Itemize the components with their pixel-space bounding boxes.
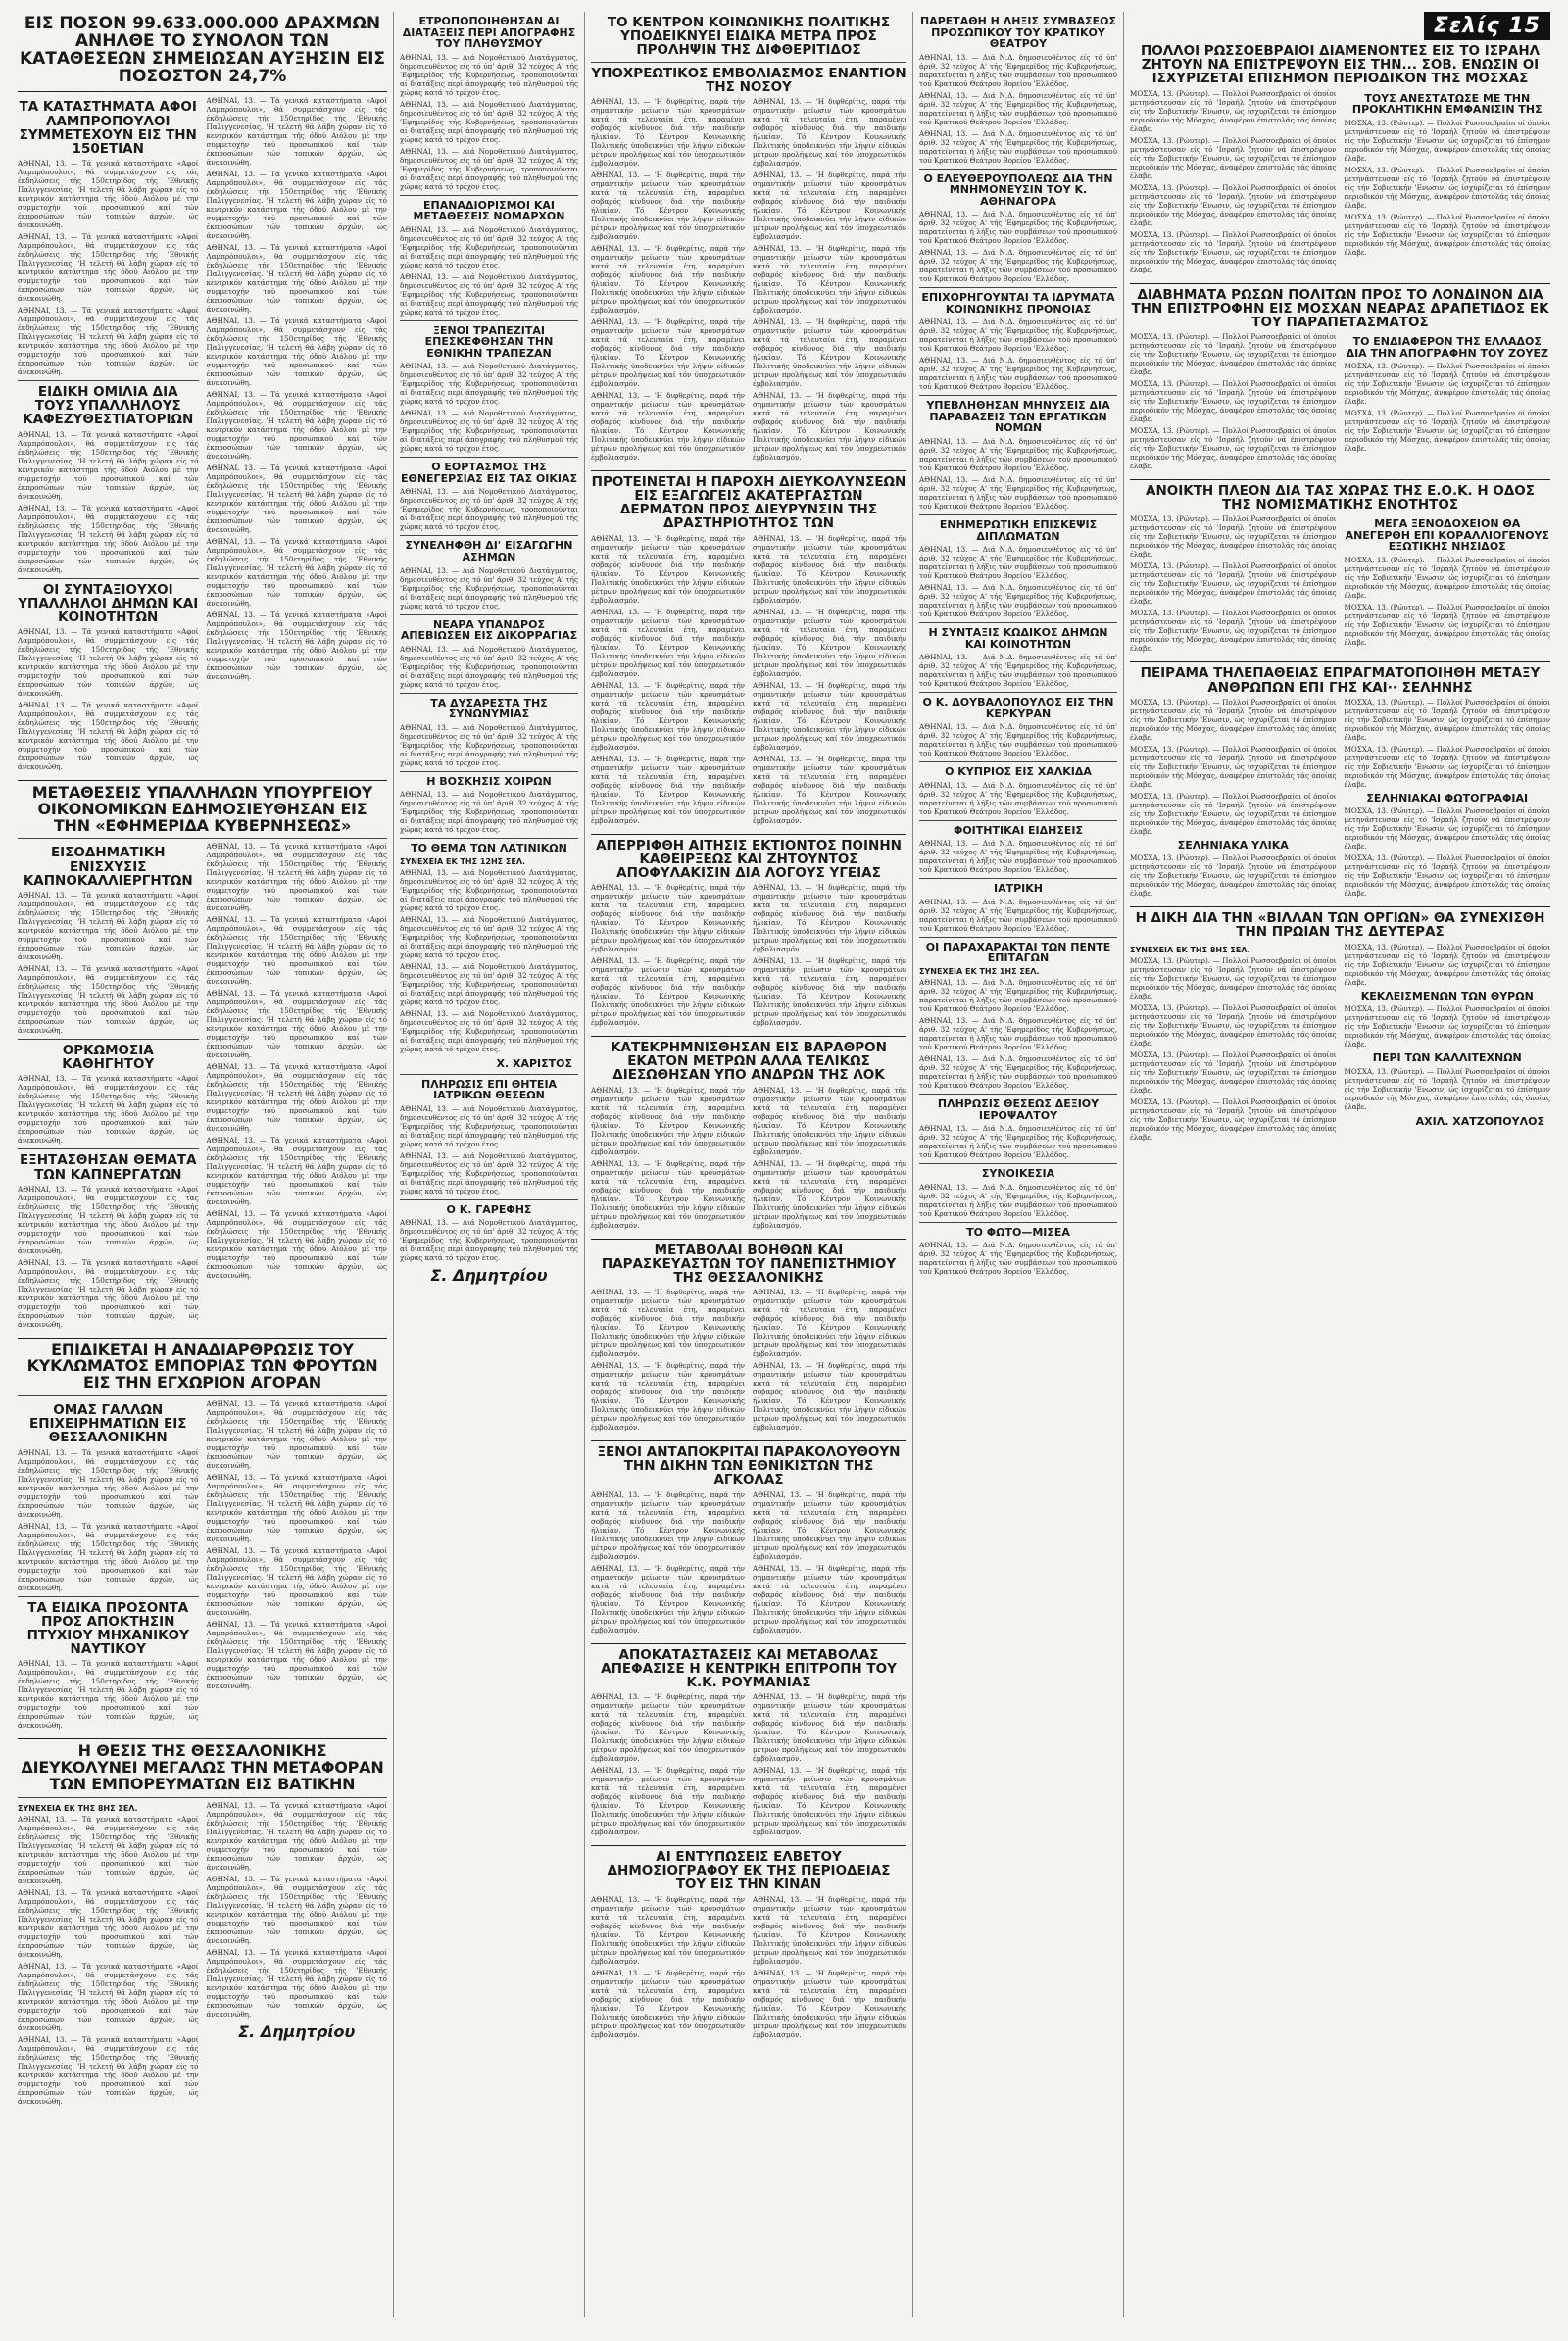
article-body: ΑΘΗΝΑΙ, 13. — 'Η διφθερίτις, παρά τήν σημαντικήν μείωσιν τών κρουσμάτων κατά τά τελευταία έτη, παραμένει σοβαρός κίνδυνος διά τήν παιδικήν ήλικίαν. Τό Κέντρον Κοινωνικής Πολιτικής ύποδεικνύει τήν λήψιν είδικών μέτρων προλήψεως καί τόν ύποχρεωτικόν έμβολιασμόν.: [591, 883, 745, 954]
headline-eec-monetary: ΑΝΟΙΚΤΗ ΠΛΕΟΝ ΔΙΑ ΤΑΣ ΧΩΡΑΣ ΤΗΣ Ε.Ο.Κ. Η ΟΔΟΣ ΤΗΣ ΝΟΜΙΣΜΑΤΙΚΗΣ ΕΝΟΤΗΤΟΣ: [1146, 483, 1535, 513]
article-body: ΑΘΗΝΑΙ, 13. — Διά Ν.Δ. δημοσιευθέντος είς τό ύπ' άριθ. 32 τεύχος Α' τής 'Εφημερίδος τής Κυβερνήσεως, παρατείνεται ή λήξις τών συμβάσεων τού προσωπικού τού Κρατικού Θεάτρου Βορείου 'Ελλάδος.: [919, 978, 1117, 1014]
article-body: ΑΘΗΝΑΙ, 13. — Τά γενικά καταστήματα «Αφοί Λαμπρόπουλοι», θά συμμετάσχουν είς τάς έκδηλώσεις τής 150ετηρίδος τής 'Εθνικής Παλιγγενεσίας. 'Η τελετή θά λάβη χώραν είς τό κεντρικόν κατάστημα τής όδού Αιόλου μέ την συμμετοχήν τού προσωπικού καί τών έκπροσώπων τών τοπικών άρχών, ώς άνεκοινώθη.: [18, 1814, 199, 1885]
headline-garefis: Ο Κ. ΓΑΡΕΦΗΣ: [446, 1202, 532, 1216]
headline-deposits: ΕΙΣ ΠΟΣΟΝ 99.633.000.000 ΔΡΑΧΜΩΝ ΑΝΗΛΘΕ ΤΟ ΣΥΝΟΛΟΝ ΤΩΝ ΚΑΤΑΘΕΣΕΩΝ ΣΗΜΕΙΩΣΑΝ ΑΥΞΗΣΙΝ ΕΙΣ ΠΟΣΟΣΤΟΝ 24,7%: [19, 14, 386, 86]
article-body: ΑΘΗΝΑΙ, 13. — Τά γενικά καταστήματα «Αφοί Λαμπρόπουλοι», θά συμμετάσχουν είς τάς έκδηλώσεις τής 150ετηρίδος τής 'Εθνικής Παλιγγενεσίας. 'Η τελετή θά λάβη χώραν είς τό κεντρικόν κατάστημα τής όδού Αιόλου μέ την συμμετοχήν τού προσωπικού καί τών έκπροσώπων τών τοπικών άρχών, ώς άνεκοινώθη.: [206, 390, 387, 462]
article-body: ΑΘΗΝΑΙ, 13. — 'Η διφθερίτις, παρά τήν σημαντικήν μείωσιν τών κρουσμάτων κατά τά τελευταία έτη, παραμένει σοβαρός κίνδυνος διά τήν παιδικήν ήλικίαν. Τό Κέντρον Κοινωνικής Πολιτικής ύποδεικνύει τήν λήψιν είδικών μέτρων προλήψεως καί τόν ύποχρεωτικόν έμβολιασμόν.: [591, 1085, 745, 1156]
article-body: ΑΘΗΝΑΙ, 13. — Διά Νομοθετικού Διατάγματος, δημοσιευθέντος είς τό ύπ' άριθ. 32 τεύχος Α' τής 'Εφημερίδος τής Κυβερνήσεως, τροποποιούνται αί διατάξεις περί άπογραφής τού πληθυσμού τής χώρας κατά τό τρέχον έτος.: [400, 271, 578, 317]
article-body: ΑΘΗΝΑΙ, 13. — 'Η διφθερίτις, παρά τήν σημαντικήν μείωσιν τών κρουσμάτων κατά τά τελευταία έτη, παραμένει σοβαρός κίνδυνος διά τήν παιδικήν ήλικίαν. Τό Κέντρον Κοινωνικής Πολιτικής ύποδεικνύει τήν λήψιν είδικών μέτρων προλήψεως καί τόν ύποχρεωτικόν έμβολιασμόν.: [753, 1085, 906, 1156]
headline-closed-doors: ΚΕΚΛΕΙΣΜΕΝΩΝ ΤΩΝ ΘΥΡΩΝ: [1360, 989, 1534, 1002]
article-body: ΑΘΗΝΑΙ, 13. — Τά γενικά καταστήματα «Αφοί Λαμπρόπουλοι», θά συμμετάσχουν είς τάς έκδηλώσεις τής 150ετηρίδος τής 'Εθνικής Παλιγγενεσίας. 'Η τελετή θά λάβη χώραν είς τό κεντρικόν κατάστημα τής όδού Αιόλου μέ την συμμετοχήν τού προσωπικού καί τών έκπροσώπων τών τοπικών άρχών, ώς άνεκοινώθη.: [18, 701, 199, 772]
article-body: ΑΘΗΝΑΙ, 13. — Τά γενικά καταστήματα «Αφοί Λαμπρόπουλοι», θά συμμετάσχουν είς τάς έκδηλώσεις τής 150ετηρίδος τής 'Εθνικής Παλιγγενεσίας. 'Η τελετή θά λάβη χώραν είς τό κεντρικόν κατάστημα τής όδού Αιόλου μέ την συμμετοχήν τού προσωπικού καί τών έκπροσώπων τών τοπικών άρχών, ώς άνεκοινώθη.: [206, 1136, 387, 1207]
article-body: ΜΟΣΧΑ, 13. (Ρώυτερ). — Πολλοί Ρωσσοεβραίοι οί όποίοι μετηνάστευσαν είς τό 'Ισραήλ ζητούν νά έπιστρέψουν είς τήν Σοβιετικήν 'Ενωσιν, ώς ίσχυρίζεται τό έπίσημον περιοδικόν τής Μόσχας, άναφέρον έπιστολάς τάς όποίας έλαβε.: [1130, 853, 1337, 899]
article-body: ΜΟΣΧΑ, 13. (Ρώυτερ). — Πολλοί Ρωσσοεβραίοι οί όποίοι μετηνάστευσαν είς τό 'Ισραήλ ζητούν νά έπιστρέψουν είς τήν Σοβιετικήν 'Ενωσιν, ώς ίσχυρίζεται τό έπίσημον περιοδικόν τής Μόσχας, άναφέρον έπιστολάς τάς όποίας έλαβε.: [1130, 426, 1337, 471]
article-body: ΑΘΗΝΑΙ, 13. — Διά Νομοθετικού Διατάγματος, δημοσιευθέντος είς τό ύπ' άριθ. 32 τεύχος Α' τής 'Εφημερίδος τής Κυβερνήσεως, τροποποιούνται αί διατάξεις περί άπογραφής τού πληθυσμού τής χώρας κατά τό τρέχον έτος.: [400, 722, 578, 767]
article-body: ΑΘΗΝΑΙ, 13. — Διά Νομοθετικού Διατάγματος, δημοσιευθέντος είς τό ύπ' άριθ. 32 τεύχος Α' τής 'Εφημερίδος τής Κυβερνήσεως, τροποποιούνται αί διατάξεις περί άπογραφής τού πληθυσμού τής χώρας κατά τό τρέχον έτος.: [400, 146, 578, 191]
article-body: ΑΘΗΝΑΙ, 13. — Διά Ν.Δ. δημοσιευθέντος είς τό ύπ' άριθ. 32 τεύχος Α' τής 'Εφημερίδος τής Κυβερνήσεως, παρατείνεται ή λήξις τών συμβάσεων τού προσωπικού τού Κρατικού Θεάτρου Βορείου 'Ελλάδος.: [919, 1016, 1117, 1052]
article-body: ΑΘΗΝΑΙ, 13. — Τά γενικά καταστήματα «Αφοί Λαμπρόπουλοι», θά συμμετάσχουν είς τάς έκδηλώσεις τής 150ετηρίδος τής 'Εθνικής Παλιγγενεσίας. 'Η τελετή θά λάβη χώραν είς τό κεντρικόν κατάστημα τής όδού Αιόλου μέ την συμμετοχήν τού προσωπικού καί τών έκπροσώπων τών τοπικών άρχών, ώς άνεκοινώθη.: [206, 317, 387, 388]
headline-tobacco-workers: ΕΞΗΤΑΣΘΗΣΑΝ ΘΕΜΑΤΑ ΤΩΝ ΚΑΠΝΕΡΓΑΤΩΝ: [19, 1152, 197, 1183]
column-2: [394, 12, 585, 2317]
headline-lunar-photos: ΣΕΛΗΝΙΑΚΑΙ ΦΩΤΟΓΡΑΦΙΑΙ: [1366, 791, 1529, 805]
article-body: ΑΘΗΝΑΙ, 13. — Διά Ν.Δ. δημοσιευθέντος είς τό ύπ' άριθ. 32 τεύχος Α' τής 'Εφημερίδος τής Κυβερνήσεως, παρατείνεται ή λήξις τών συμβάσεων τού προσωπικού τού Κρατικού Θεάτρου Βορείου 'Ελλάδος.: [919, 248, 1117, 284]
article-body: ΑΘΗΝΑΙ, 13. — 'Η διφθερίτις, παρά τήν σημαντικήν μείωσιν τών κρουσμάτων κατά τά τελευταία έτη, παραμένει σοβαρός κίνδυνος διά τήν παιδικήν ήλικίαν. Τό Κέντρον Κοινωνικής Πολιτικής ύποδεικνύει τήν λήψιν είδικών μέτρων προλήψεως καί τόν ύποχρεωτικόν έμβολιασμόν.: [591, 1158, 745, 1230]
headline-medical-posts: ΠΛΗΡΩΣΙΣ ΕΠΙ ΘΗΤΕΙΑ ΙΑΤΡΙΚΩΝ ΘΕΣΕΩΝ: [420, 1077, 558, 1102]
headline-student-news: ΦΟΙΤΗΤΙΚΑΙ ΕΙΔΗΣΕΙΣ: [953, 823, 1084, 837]
article-body: ΑΘΗΝΑΙ, 13. — Διά Ν.Δ. δημοσιευθέντος είς τό ύπ' άριθ. 32 τεύχος Α' τής 'Εφημερίδος τής Κυβερνήσεως, παρατείνεται ή λήξις τών συμβάσεων τού προσωπικού τού Κρατικού Θεάτρου Βορείου 'Ελλάδος.: [919, 545, 1117, 581]
article-body: ΑΘΗΝΑΙ, 13. — Τά γενικά καταστήματα «Αφοί Λαμπρόπουλοι», θά συμμετάσχουν είς τάς έκδηλώσεις τής 150ετηρίδος τής 'Εθνικής Παλιγγενεσίας. 'Η τελετή θά λάβη χώραν είς τό κεντρικόν κατάστημα τής όδού Αιόλου μέ την συμμετοχήν τού προσωπικού καί τών έκπροσώπων τών τοπικών άρχών, ώς άνεκοινώθη.: [206, 1874, 387, 1945]
article-body: ΑΘΗΝΑΙ, 13. — Διά Ν.Δ. δημοσιευθέντος είς τό ύπ' άριθ. 32 τεύχος Α' τής 'Εφημερίδος τής Κυβερνήσεως, παρατείνεται ή λήξις τών συμβάσεων τού προσωπικού τού Κρατικού Θεάτρου Βορείου 'Ελλάδος.: [919, 1124, 1117, 1160]
headline-medical: ΙΑΤΡΙΚΗ: [994, 882, 1043, 896]
continuation-label: ΣΥΝΕΧΕΙΑ ΕΚ ΤΗΣ 8ΗΣ ΣΕΛ.: [18, 1803, 138, 1813]
headline-telepathy: ΠΕΙΡΑΜΑ ΤΗΛΕΠΑΘΕΙΑΣ ΕΠΡΑΓΜΑΤΟΠΟΙΗΘΗ ΜΕΤΑΞΥ ΑΝΘΡΩΠΩΝ ΕΠΙ ΓΗΣ ΚΑΙ·· ΣΕΛΗΝΗΣ: [1140, 665, 1541, 696]
article-body: ΑΘΗΝΑΙ, 13. — Τά γενικά καταστήματα «Αφοί Λαμπρόπουλοι», θά συμμετάσχουν είς τάς έκδηλώσεις τής 150ετηρίδος τής 'Εθνικής Παλιγγενεσίας. 'Η τελετή θά λάβη χώραν είς τό κεντρικόν κατάστημα τής όδού Αιόλου μέ την συμμετοχήν τού προσωπικού καί τών έκπροσώπων τών τοπικών άρχών, ώς άνεκοινώθη.: [18, 1659, 199, 1731]
article-body: ΑΘΗΝΑΙ, 13. — 'Η διφθερίτις, παρά τήν σημαντικήν μείωσιν τών κρουσμάτων κατά τά τελευταία έτη, παραμένει σοβαρός κίνδυνος διά τήν παιδικήν ήλικίαν. Τό Κέντρον Κοινωνικής Πολιτικής ύποδεικνύει τήν λήψιν είδικών μέτρων προλήψεως καί τόν ύποχρεωτικόν έμβολιασμόν.: [591, 1563, 745, 1634]
article-body: ΑΘΗΝΑΙ, 13. — 'Η διφθερίτις, παρά τήν σημαντικήν μείωσιν τών κρουσμάτων κατά τά τελευταία έτη, παραμένει σοβαρός κίνδυνος διά τήν παιδικήν ήλικίαν. Τό Κέντρον Κοινωνικής Πολιτικής ύποδεικνύει τήν λήψιν είδικών μέτρων προλήψεως καί τόν ύποχρεωτικόν έμβολιασμόν.: [591, 390, 745, 462]
article-body: ΑΘΗΝΑΙ, 13. — Τά γενικά καταστήματα «Αφοί Λαμπρόπουλοι», θά συμμετάσχουν είς τάς έκδηλώσεις τής 150ετηρίδος τής 'Εθνικής Παλιγγενεσίας. 'Η τελετή θά λάβη χώραν είς τό κεντρικόν κατάστημα τής όδού Αιόλου μέ την συμμετοχήν τού προσωπικού καί τών έκπροσώπων τών τοπικών άρχών, ώς άνεκοινώθη.: [18, 503, 199, 574]
article-body: ΑΘΗΝΑΙ, 13. — Τά γενικά καταστήματα «Αφοί Λαμπρόπουλοι», θά συμμετάσχουν είς τάς έκδηλώσεις τής 150ετηρίδος τής 'Εθνικής Παλιγγενεσίας. 'Η τελετή θά λάβη χώραν είς τό κεντρικόν κατάστημα τής όδού Αιόλου μέ την συμμετοχήν τού προσωπικού καί τών έκπροσώπων τών τοπικών άρχών, ώς άνεκοινώθη.: [18, 232, 199, 304]
headline-celebration: Ο ΕΟΡΤΑΣΜΟΣ ΤΗΣ ΕΘΝΕΓΕΡΣΙΑΣ ΕΙΣ ΤΑΣ ΟΙΚΙΑΣ: [400, 461, 578, 485]
article-body: ΑΘΗΝΑΙ, 13. — 'Η διφθερίτις, παρά τήν σημαντικήν μείωσιν τών κρουσμάτων κατά τά τελευταία έτη, παραμένει σοβαρός κίνδυνος διά τήν παιδικήν ήλικίαν. Τό Κέντρον Κοινωνικής Πολιτικής ύποδεικνύει τήν λήψιν είδικών μέτρων προλήψεως καί τόν ύποχρεωτικόν έμβολιασμόν.: [753, 607, 906, 678]
article-body: ΑΘΗΝΑΙ, 13. — 'Η διφθερίτις, παρά τήν σημαντικήν μείωσιν τών κρουσμάτων κατά τά τελευταία έτη, παραμένει σοβαρός κίνδυνος διά τήν παιδικήν ήλικίαν. Τό Κέντρον Κοινωνικής Πολιτικής ύποδεικνύει τήν λήψιν είδικών μέτρων προλήψεως καί τόν ύποχρεωτικόν έμβολιασμόν.: [753, 956, 906, 1028]
article-body: ΑΘΗΝΑΙ, 13. — 'Η διφθερίτις, παρά τήν σημαντικήν μείωσιν τών κρουσμάτων κατά τά τελευταία έτη, παραμένει σοβαρός κίνδυνος διά τήν παιδικήν ήλικίαν. Τό Κέντρον Κοινωνικής Πολιτικής ύποδεικνύει τήν λήψιν είδικών μέτρων προλήψεως καί τόν ύποχρεωτικόν έμβολιασμόν.: [591, 533, 745, 605]
headline-pensioners: ΟΙ ΣΥΝΤΑΞΙΟΥΧΟΙ ΥΠΑΛΛΗΛΟΙ ΔΗΜΩΝ ΚΑΙ ΚΟΙΝΟΤΗΤΩΝ: [18, 581, 199, 625]
article-body: ΑΘΗΝΑΙ, 13. — Τά γενικά καταστήματα «Αφοί Λαμπρόπουλοι», θά συμμετάσχουν είς τάς έκδηλώσεις τής 150ετηρίδος τής 'Εθνικής Παλιγγενεσίας. 'Η τελετή θά λάβη χώραν είς τό κεντρικόν κατάστημα τής όδού Αιόλου μέ την συμμετοχήν τού προσωπικού καί τών έκπροσώπων τών τοπικών άρχών, ώς άνεκοινώθη.: [18, 891, 199, 961]
article-body: ΑΘΗΝΑΙ, 13. — 'Η διφθερίτις, παρά τήν σημαντικήν μείωσιν τών κρουσμάτων κατά τά τελευταία έτη, παραμένει σοβαρός κίνδυνος διά τήν παιδικήν ήλικίαν. Τό Κέντρον Κοινωνικής Πολιτικής ύποδεικνύει τήν λήψιν είδικών μέτρων προλήψεως καί τόν ύποχρεωτικόν έμβολιασμόν.: [753, 390, 906, 462]
article-body: ΑΘΗΝΑΙ, 13. — 'Η διφθερίτις, παρά τήν σημαντικήν μείωσιν τών κρουσμάτων κατά τά τελευταία έτη, παραμένει σοβαρός κίνδυνος διά τήν παιδικήν ήλικίαν. Τό Κέντρον Κοινωνικής Πολιτικής ύποδεικνύει τήν λήψιν είδικών μέτρων προλήψεως καί τόν ύποχρεωτικόν έμβολιασμόν.: [753, 1692, 906, 1764]
headline-cypriot: Ο ΚΥΠΡΙΟΣ ΕΙΣ ΧΑΛΚΙΔΑ: [945, 765, 1092, 779]
author-signature: Χ. ΧΑΡΙΣΤΟΣ: [496, 1056, 572, 1070]
article-body: ΑΘΗΝΑΙ, 13. — 'Η διφθερίτις, παρά τήν σημαντικήν μείωσιν τών κρουσμάτων κατά τά τελευταία έτη, παραμένει σοβαρός κίνδυνος διά τήν παιδικήν ήλικίαν. Τό Κέντρον Κοινωνικής Πολιτικής ύποδεικνύει τήν λήψιν είδικών μέτρων προλήψεως καί τόν ύποχρεωτικόν έμβολιασμόν.: [753, 1563, 906, 1634]
article-body: ΑΘΗΝΑΙ, 13. — Τά γενικά καταστήματα «Αφοί Λαμπρόπουλοι», θά συμμετάσχουν είς τάς έκδηλώσεις τής 150ετηρίδος τής 'Εθνικής Παλιγγενεσίας. 'Η τελετή θά λάβη χώραν είς τό κεντρικόν κατάστημα τής όδού Αιόλου μέ την συμμετοχήν τού προσωπικού καί τών έκπροσώπων τών τοπικών άρχών, ώς άνεκοινώθη.: [206, 1620, 387, 1691]
article-body: ΑΘΗΝΑΙ, 13. — Διά Ν.Δ. δημοσιευθέντος είς τό ύπ' άριθ. 32 τεύχος Α' τής 'Εφημερίδος τής Κυβερνήσεως, παρατείνεται ή λήξις τών συμβάσεων τού προσωπικού τού Κρατικού Θεάτρου Βορείου 'Ελλάδος.: [919, 210, 1117, 246]
article-body: ΑΘΗΝΑΙ, 13. — Διά Ν.Δ. δημοσιευθέντος είς τό ύπ' άριθ. 32 τεύχος Α' τής 'Εφημερίδος τής Κυβερνήσεως, παρατείνεται ή λήξις τών συμβάσεων τού προσωπικού τού Κρατικού Θεάτρου Βορείου 'Ελλάδος.: [919, 52, 1117, 88]
article-body: ΑΘΗΝΑΙ, 13. — Τά γενικά καταστήματα «Αφοί Λαμπρόπουλοι», θά συμμετάσχουν είς τάς έκδηλώσεις τής 150ετηρίδος τής 'Εθνικής Παλιγγενεσίας. 'Η τελετή θά λάβη χώραν είς τό κεντρικόν κατάστημα τής όδού Αιόλου μέ την συμμετοχήν τού προσωπικού καί τών έκπροσώπων τών τοπικών άρχών, ώς άνεκοινώθη.: [206, 96, 387, 168]
article-body: ΑΘΗΝΑΙ, 13. — Τά γενικά καταστήματα «Αφοί Λαμπρόπουλοι», θά συμμετάσχουν είς τάς έκδηλώσεις τής 150ετηρίδος τής 'Εθνικής Παλιγγενεσίας. 'Η τελετή θά λάβη χώραν είς τό κεντρικόν κατάστημα τής όδού Αιόλου μέ την συμμετοχήν τού προσωπικού καί τών έκπροσώπων τών τοπικών άρχών, ώς άνεκοινώθη.: [18, 159, 199, 230]
article-body: ΑΘΗΝΑΙ, 13. — 'Η διφθερίτις, παρά τήν σημαντικήν μείωσιν τών κρουσμάτων κατά τά τελευταία έτη, παραμένει σοβαρός κίνδυνος διά τήν παιδικήν ήλικίαν. Τό Κέντρον Κοινωνικής Πολιτικής ύποδεικνύει τήν λήψιν είδικών μέτρων προλήψεως καί τόν ύποχρεωτικόν έμβολιασμόν.: [591, 317, 745, 388]
article-body: ΑΘΗΝΑΙ, 13. — Τά γενικά καταστήματα «Αφοί Λαμπρόπουλοι», θά συμμετάσχουν είς τάς έκδηλώσεις τής 150ετηρίδος τής 'Εθνικής Παλιγγενεσίας. 'Η τελετή θά λάβη χώραν είς τό κεντρικόν κατάστημα τής όδού Αιόλου μέ την συμμετοχήν τού προσωπικού καί τών έκπροσώπων τών τοπικών άρχών, ώς άνεκοινώθη.: [18, 429, 199, 501]
article-body: ΑΘΗΝΑΙ, 13. — Τά γενικά καταστήματα «Αφοί Λαμπρόπουλοι», θά συμμετάσχουν είς τάς έκδηλώσεις τής 150ετηρίδος τής 'Εθνικής Παλιγγενεσίας. 'Η τελετή θά λάβη χώραν είς τό κεντρικόν κατάστημα τής όδού Αιόλου μέ την συμμετοχήν τού προσωπικού καί τών έκπροσώπων τών τοπικών άρχών, ώς άνεκοινώθη.: [18, 1184, 199, 1255]
article-body: ΑΘΗΝΑΙ, 13. — Τά γενικά καταστήματα «Αφοί Λαμπρόπουλοι», θά συμμετάσχουν είς τάς έκδηλώσεις τής 150ετηρίδος τής 'Εθνικής Παλιγγενεσίας. 'Η τελετή θά λάβη χώραν είς τό κεντρικόν κατάστημα τής όδού Αιόλου μέ την συμμετοχήν τού προσωπικού καί τών έκπροσώπων τών τοπικών άρχών, ώς άνεκοινώθη.: [206, 1800, 387, 1872]
article-body: ΑΘΗΝΑΙ, 13. — Διά Ν.Δ. δημοσιευθέντος είς τό ύπ' άριθ. 32 τεύχος Α' τής 'Εφημερίδος τής Κυβερνήσεως, παρατείνεται ή λήξις τών συμβάσεων τού προσωπικού τού Κρατικού Θεάτρου Βορείου 'Ελλάδος.: [919, 722, 1117, 758]
article-body: ΑΘΗΝΑΙ, 13. — 'Η διφθερίτις, παρά τήν σημαντικήν μείωσιν τών κρουσμάτων κατά τά τελευταία έτη, παραμένει σοβαρός κίνδυνος διά τήν παιδικήν ήλικίαν. Τό Κέντρον Κοινωνικής Πολιτικής ύποδεικνύει τήν λήψιν είδικών μέτρων προλήψεως καί τόν ύποχρεωτικόν έμβολιασμόν.: [753, 533, 906, 605]
column-3: [585, 12, 913, 2317]
article-body: ΑΘΗΝΑΙ, 13. — 'Η διφθερίτις, παρά τήν σημαντικήν μείωσιν τών κρουσμάτων κατά τά τελευταία έτη, παραμένει σοβαρός κίνδυνος διά τήν παιδικήν ήλικίαν. Τό Κέντρον Κοινωνικής Πολιτικής ύποδεικνύει τήν λήψιν είδικών μέτρων προλήψεως καί τόν ύποχρεωτικόν έμβολιασμόν.: [753, 883, 906, 954]
article-body: ΑΘΗΝΑΙ, 13. — 'Η διφθερίτις, παρά τήν σημαντικήν μείωσιν τών κρουσμάτων κατά τά τελευταία έτη, παραμένει σοβαρός κίνδυνος διά τήν παιδικήν ήλικίαν. Τό Κέντρον Κοινωνικής Πολιτικής ύποδεικνύει τήν λήψιν είδικών μέτρων προλήψεως καί τόν ύποχρεωτικόν έμβολιασμόν.: [753, 754, 906, 825]
article-body: ΑΘΗΝΑΙ, 13. — Διά Νομοθετικού Διατάγματος, δημοσιευθέντος είς τό ύπ' άριθ. 32 τεύχος Α' τής 'Εφημερίδος τής Κυβερνήσεως, τροποποιούνται αί διατάξεις περί άπογραφής τού πληθυσμού τής χώρας κατά τό τρέχον έτος.: [400, 99, 578, 144]
article-body: ΑΘΗΝΑΙ, 13. — 'Η διφθερίτις, παρά τήν σημαντικήν μείωσιν τών κρουσμάτων κατά τά τελευταία έτη, παραμένει σοβαρός κίνδυνος διά τήν παιδικήν ήλικίαν. Τό Κέντρον Κοινωνικής Πολιτικής ύποδεικνύει τήν λήψιν είδικών μέτρων προλήψεως καί τόν ύποχρεωτικόν έμβολιασμόν.: [591, 1288, 745, 1359]
article-body: ΜΟΣΧΑ, 13. (Ρώυτερ). — Πολλοί Ρωσσοεβραίοι οί όποίοι μετηνάστευσαν είς τό 'Ισραήλ ζητούν νά έπιστρέψουν είς τήν Σοβιετικήν 'Ενωσιν, ώς ίσχυρίζεται τό έπίσημον περιοδικόν τής Μόσχας, άναφέρον έπιστολάς τάς όποίας έλαβε.: [1130, 332, 1337, 377]
article-body: ΜΟΣΧΑ, 13. (Ρώυτερ). — Πολλοί Ρωσσοεβραίοι οί όποίοι μετηνάστευσαν είς τό 'Ισραήλ ζητούν νά έπιστρέψουν είς τήν Σοβιετικήν 'Ενωσιν, ώς ίσχυρίζεται τό έπίσημον περιοδικόν τής Μόσχας, άναφέρον έπιστολάς τάς όποίας έλαβε.: [1130, 609, 1337, 654]
article-body: ΜΟΣΧΑ, 13. (Ρώυτερ). — Πολλοί Ρωσσοεβραίοι οί όποίοι μετηνάστευσαν είς τό 'Ισραήλ ζητούν νά έπιστρέψουν είς τήν Σοβιετικήν 'Ενωσιν, ώς ίσχυρίζεται τό έπίσημον περιοδικόν τής Μόσχας, άναφέρον έπιστολάς τάς όποίας έλαβε.: [1130, 955, 1337, 1000]
article-body: ΑΘΗΝΑΙ, 13. — Διά Νομοθετικού Διατάγματος, δημοσιευθέντος είς τό ύπ' άριθ. 32 τεύχος Α' τής 'Εφημερίδος τής Κυβερνήσεως, τροποποιούνται αί διατάξεις περί άπογραφής τού πληθυσμού τής χώρας κατά τό τρέχον έτος.: [400, 867, 578, 912]
article-body: ΑΘΗΝΑΙ, 13. — Τά γενικά καταστήματα «Αφοί Λαμπρόπουλοι», θά συμμετάσχουν είς τάς έκδηλώσεις τής 150ετηρίδος τής 'Εθνικής Παλιγγενεσίας. 'Η τελετή θά λάβη χώραν είς τό κεντρικόν κατάστημα τής όδού Αιόλου μέ την συμμετοχήν τού προσωπικού καί τών έκπροσώπων τών τοπικών άρχών, ώς άνεκοινώθη.: [206, 1062, 387, 1134]
article-body: ΜΟΣΧΑ, 13. (Ρώυτερ). — Πολλοί Ρωσσοεβραίοι οί όποίοι μετηνάστευσαν είς τό 'Ισραήλ ζητούν νά έπιστρέψουν είς τήν Σοβιετικήν 'Ενωσιν, ώς ίσχυρίζεται τό έπίσημον περιοδικόν τής Μόσχας, άναφέρον έπιστολάς τάς όποίας έλαβε.: [1344, 1066, 1550, 1111]
headline-census: ΕΤΡΟΠΟΠΟΙΗΘΗΣΑΝ ΑΙ ΔΙΑΤΑΞΕΙΣ ΠΕΡΙ ΑΠΟΓΡΑΦΗΣ ΤΟΥ ΠΛΗΘΥΣΜΟΥ: [402, 15, 576, 51]
article-body: ΑΘΗΝΑΙ, 13. — Τά γενικά καταστήματα «Αφοί Λαμπρόπουλοι», θά συμμετάσχουν είς τάς έκδηλώσεις τής 150ετηρίδος τής 'Εθνικής Παλιγγενεσίας. 'Η τελετή θά λάβη χώραν είς τό κεντρικόν κατάστημα τής όδού Αιόλου μέ την συμμετοχήν τού προσωπικού καί τών έκπροσώπων τών τοπικών άρχών, ώς άνεκοινώθη.: [206, 842, 387, 913]
article-body: ΑΘΗΝΑΙ, 13. — 'Η διφθερίτις, παρά τήν σημαντικήν μείωσιν τών κρουσμάτων κατά τά τελευταία έτη, παραμένει σοβαρός κίνδυνος διά τήν παιδικήν ήλικίαν. Τό Κέντρον Κοινωνικής Πολιτικής ύποδεικνύει τήν λήψιν είδικών μέτρων προλήψεως καί τόν ύποχρεωτικόν έμβολιασμόν.: [753, 1288, 906, 1359]
headline-transfers: ΜΕΤΑΘΕΣΕΙΣ ΥΠΑΛΛΗΛΩΝ ΥΠΟΥΡΓΕΙΟΥ ΟΙΚΟΝΟΜΙΚΩΝ ΕΔΗΜΟΣΙΕΥΘΗΣΑΝ ΕΙΣ ΤΗΝ «ΕΦΗΜΕΡΙΔΑ ΚΥΒΕΡΝΗΣΕΩΣ»: [31, 783, 373, 835]
newspaper-page: [12, 12, 1556, 2317]
article-body: ΑΘΗΝΑΙ, 13. — 'Η διφθερίτις, παρά τήν σημαντικήν μείωσιν τών κρουσμάτων κατά τά τελευταία έτη, παραμένει σοβαρός κίνδυνος διά τήν παιδικήν ήλικίαν. Τό Κέντρον Κοινωνικής Πολιτικής ύποδεικνύει τήν λήψιν είδικών μέτρων προλήψεως καί τόν ύποχρεωτικόν έμβολιασμόν.: [591, 243, 745, 315]
headline-bankers: ΞΕΝΟΙ ΤΡΑΠΕΖΙΤΑΙ ΕΠΕΣΚΕΦΘΗΣΑΝ ΤΗΝ ΕΘΝΙΚΗΝ ΤΡΑΠΕΖΑΝ: [424, 323, 554, 360]
article-body: ΑΘΗΝΑΙ, 13. — 'Η διφθερίτις, παρά τήν σημαντικήν μείωσιν τών κρουσμάτων κατά τά τελευταία έτη, παραμένει σοβαρός κίνδυνος διά τήν παιδικήν ήλικίαν. Τό Κέντρον Κοινωνικής Πολιτικής ύποδεικνύει τήν λήψιν είδικών μέτρων προλήψεως καί τόν ύποχρεωτικόν έμβολιασμόν.: [591, 1692, 745, 1764]
article-body: ΑΘΗΝΑΙ, 13. — 'Η διφθερίτις, παρά τήν σημαντικήν μείωσιν τών κρουσμάτων κατά τά τελευταία έτη, παραμένει σοβαρός κίνδυνος διά τήν παιδικήν ήλικίαν. Τό Κέντρον Κοινωνικής Πολιτικής ύποδεικνύει τήν λήψιν είδικών μέτρων προλήψεως καί τόν ύποχρεωτικόν έμβολιασμόν.: [591, 754, 745, 825]
article-body: ΑΘΗΝΑΙ, 13. — 'Η διφθερίτις, παρά τήν σημαντικήν μείωσιν τών κρουσμάτων κατά τά τελευταία έτη, παραμένει σοβαρός κίνδυνος διά τήν παιδικήν ήλικίαν. Τό Κέντρον Κοινωνικής Πολιτικής ύποδεικνύει τήν λήψιν είδικών μέτρων προλήψεως καί τόν ύποχρεωτικόν έμβολιασμόν.: [591, 1968, 745, 2039]
headline-oath: ΟΡΚΩΜΟΣΙΑ ΚΑΘΗΓΗΤΟΥ: [62, 1043, 155, 1073]
article-body: ΜΟΣΧΑ, 13. (Ρώυτερ). — Πολλοί Ρωσσοεβραίοι οί όποίοι μετηνάστευσαν είς τό 'Ισραήλ ζητούν νά έπιστρέψουν είς τήν Σοβιετικήν 'Ενωσιν, ώς ίσχυρίζεται τό έπίσημον περιοδικόν τής Μόσχας, άναφέρον έπιστολάς τάς όποίας έλαβε.: [1344, 603, 1550, 648]
article-body: ΜΟΣΧΑ, 13. (Ρώυτερ). — Πολλοί Ρωσσοεβραίοι οί όποίοι μετηνάστευσαν είς τό 'Ισραήλ ζητούν νά έπιστρέψουν είς τήν Σοβιετικήν 'Ενωσιν, ώς ίσχυρίζεται τό έπίσημον περιοδικόν τής Μόσχας, άναφέρον έπιστολάς τάς όποίας έλαβε.: [1344, 806, 1550, 852]
headline-pigs: Η ΒΟΣΚΗΣΙΣ ΧΟΙΡΩΝ: [426, 774, 552, 788]
headline-villa-trial: Η ΔΙΚΗ ΔΙΑ ΤΗΝ «ΒΙΛΛΑΝ ΤΩΝ ΟΡΓΙΩΝ» ΘΑ ΣΥΝΕΧΙΣΘΗ ΤΗΝ ΠΡΩΙΑΝ ΤΗΣ ΔΕΥΤΕΡΑΣ: [1135, 910, 1545, 941]
article-body: ΑΘΗΝΑΙ, 13. — 'Η διφθερίτις, παρά τήν σημαντικήν μείωσιν τών κρουσμάτων κατά τά τελευταία έτη, παραμένει σοβαρός κίνδυνος διά τήν παιδικήν ήλικίαν. Τό Κέντρον Κοινωνικής Πολιτικής ύποδεικνύει τήν λήψιν είδικών μέτρων προλήψεως καί τόν ύποχρεωτικόν έμβολιασμόν.: [591, 680, 745, 752]
article-body: ΑΘΗΝΑΙ, 13. — Διά Νομοθετικού Διατάγματος, δημοσιευθέντος είς τό ύπ' άριθ. 32 τεύχος Α' τής 'Εφημερίδος τής Κυβερνήσεως, τροποποιούνται αί διατάξεις περί άπογραφής τού πληθυσμού τής χώρας κατά τό τρέχον έτος.: [400, 1218, 578, 1263]
headline-welfare-subsidies: ΕΠΙΧΟΡΗΓΟΥΝΤΑΙ ΤΑ ΙΔΡΥΜΑΤΑ ΚΟΙΝΩΝΙΚΗΣ ΠΡΟΝΟΙΑΣ: [921, 291, 1115, 316]
headline-ravine-rescue: ΚΑΤΕΚΡΗΜΝΙΣΘΗΣΑΝ ΕΙΣ ΒΑΡΑΘΡΟΝ ΕΚΑΤΟΝ ΜΕΤΡΩΝ ΑΛΛΑ ΤΕΛΙΚΩΣ ΔΙΕΣΩΘΗΣΑΝ ΥΠΟ ΑΝΔΡΩΝ ΤΗΣ ΛΟΚ: [611, 1040, 887, 1084]
article-body: ΑΘΗΝΑΙ, 13. — 'Η διφθερίτις, παρά τήν σημαντικήν μείωσιν τών κρουσμάτων κατά τά τελευταία έτη, παραμένει σοβαρός κίνδυνος διά τήν παιδικήν ήλικίαν. Τό Κέντρον Κοινωνικής Πολιτικής ύποδεικνύει τήν λήψιν είδικών μέτρων προλήψεως καί τόν ύποχρεωτικόν έμβολιασμόν.: [753, 170, 906, 241]
article-body: ΑΘΗΝΑΙ, 13. — Διά Ν.Δ. δημοσιευθέντος είς τό ύπ' άριθ. 32 τεύχος Α' τής 'Εφημερίδος τής Κυβερνήσεως, παρατείνεται ή λήξις τών συμβάσεων τού προσωπικού τού Κρατικού Θεάτρου Βορείου 'Ελλάδος.: [919, 317, 1117, 354]
headline-angola-trial: ΞΕΝΟΙ ΑΝΤΑΠΟΚΡΙΤΑΙ ΠΑΡΑΚΟΛΟΥΘΟΥΝ ΤΗΝ ΔΙΚΗΝ ΤΩΝ ΕΘΝΙΚΙΣΤΩΝ ΤΗΣ ΑΓΚΟΛΑΣ: [597, 1444, 901, 1488]
article-body: ΑΘΗΝΑΙ, 13. — Τά γενικά καταστήματα «Αφοί Λαμπρόπουλοι», θά συμμετάσχουν είς τάς έκδηλώσεις τής 150ετηρίδος τής 'Εθνικής Παλιγγενεσίας. 'Η τελετή θά λάβη χώραν είς τό κεντρικόν κατάστημα τής όδού Αιόλου μέ την συμμετοχήν τού προσωπικού καί τών έκπροσώπων τών τοπικών άρχών, ώς άνεκοινώθη.: [18, 1447, 199, 1519]
headline-coral-hotel: ΜΕΓΑ ΞΕΝΟΔΟΧΕΙΟΝ ΘΑ ΑΝΕΓΕΡΘΗ ΕΠΙ ΚΟΡΑΛΛΙΟΓΕΝΟΥΣ ΕΞΩΤΙΚΗΣ ΝΗΣΙΔΟΣ: [1345, 517, 1549, 554]
article-body: ΑΘΗΝΑΙ, 13. — 'Η διφθερίτις, παρά τήν σημαντικήν μείωσιν τών κρουσμάτων κατά τά τελευταία έτη, παραμένει σοβαρός κίνδυνος διά τήν παιδικήν ήλικίαν. Τό Κέντρον Κοινωνικής Πολιτικής ύποδεικνύει τήν λήψιν είδικών μέτρων προλήψεως καί τόν ύποχρεωτικόν έμβολιασμόν.: [591, 1489, 745, 1561]
article-body: ΜΟΣΧΑ, 13. (Ρώυτερ). — Πολλοί Ρωσσοεβραίοι οί όποίοι μετηνάστευσαν είς τό 'Ισραήλ ζητούν νά έπιστρέψουν είς τήν Σοβιετικήν 'Ενωσιν, ώς ίσχυρίζεται τό έπίσημον περιοδικόν τής Μόσχας, άναφέρον έπιστολάς τάς όποίας έλαβε.: [1130, 1049, 1337, 1095]
article-body: ΑΘΗΝΑΙ, 13. — Διά Νομοθετικού Διατάγματος, δημοσιευθέντος είς τό ύπ' άριθ. 32 τεύχος Α' τής 'Εφημερίδος τής Κυβερνήσεως, τροποποιούνται αί διατάξεις περί άπογραφής τού πληθυσμού τής χώρας κατά τό τρέχον έτος.: [400, 790, 578, 835]
article-body: ΑΘΗΝΑΙ, 13. — Τά γενικά καταστήματα «Αφοί Λαμπρόπουλοι», θά συμμετάσχουν είς τάς έκδηλώσεις τής 150ετηρίδος τής 'Εθνικής Παλιγγενεσίας. 'Η τελετή θά λάβη χώραν είς τό κεντρικόν κατάστημα τής όδού Αιόλου μέ την συμμετοχήν τού προσωπικού καί τών έκπροσώπων τών τοπικών άρχών, ώς άνεκοινώθη.: [206, 1546, 387, 1618]
article-body: ΑΘΗΝΑΙ, 13. — Τά γενικά καταστήματα «Αφοί Λαμπρόπουλοι», θά συμμετάσχουν είς τάς έκδηλώσεις τής 150ετηρίδος τής 'Εθνικής Παλιγγενεσίας. 'Η τελετή θά λάβη χώραν είς τό κεντρικόν κατάστημα τής όδού Αιόλου μέ την συμμετοχήν τού προσωπικού καί τών έκπροσώπων τών τοπικών άρχών, ώς άνεκοινώθη.: [18, 1074, 199, 1146]
article-body: ΑΘΗΝΑΙ, 13. — Διά Νομοθετικού Διατάγματος, δημοσιευθέντος είς τό ύπ' άριθ. 32 τεύχος Α' τής 'Εφημερίδος τής Κυβερνήσεως, τροποποιούνται αί διατάξεις περί άπογραφής τού πληθυσμού τής χώρας κατά τό τρέχον έτος.: [400, 487, 578, 532]
article-body: ΑΘΗΝΑΙ, 13. — Διά Ν.Δ. δημοσιευθέντος είς τό ύπ' άριθ. 32 τεύχος Α' τής 'Εφημερίδος τής Κυβερνήσεως, παρατείνεται ή λήξις τών συμβάσεων τού προσωπικού τού Κρατικού Θεάτρου Βορείου 'Ελλάδος.: [919, 356, 1117, 392]
article-body: ΑΘΗΝΑΙ, 13. — Τά γενικά καταστήματα «Αφοί Λαμπρόπουλοι», θά συμμετάσχουν είς τάς έκδηλώσεις τής 150ετηρίδος τής 'Εθνικής Παλιγγενεσίας. 'Η τελετή θά λάβη χώραν είς τό κεντρικόν κατάστημα τής όδού Αιόλου μέ την συμμετοχήν τού προσωπικού καί τών έκπροσώπων τών τοπικών άρχών, ώς άνεκοινώθη.: [18, 2034, 199, 2106]
article-body: ΜΟΣΧΑ, 13. (Ρώυτερ). — Πολλοί Ρωσσοεβραίοι οί όποίοι μετηνάστευσαν είς τό 'Ισραήλ ζητούν νά έπιστρέψουν είς τήν Σοβιετικήν 'Ενωσιν, ώς ίσχυρίζεται τό έπίσημον περιοδικόν τής Μόσχας, άναφέρον έπιστολάς τάς όποίας έλαβε.: [1130, 744, 1337, 789]
column-1: [12, 12, 394, 2317]
article-body: ΜΟΣΧΑ, 13. (Ρώυτερ). — Πολλοί Ρωσσοεβραίοι οί όποίοι μετηνάστευσαν είς τό 'Ισραήλ ζητούν νά έπιστρέψουν είς τήν Σοβιετικήν 'Ενωσιν, ώς ίσχυρίζεται τό έπίσημον περιοδικόν τής Μόσχας, άναφέρον έπιστολάς τάς όποίας έλαβε.: [1344, 556, 1550, 601]
article-body: ΑΘΗΝΑΙ, 13. — Τά γενικά καταστήματα «Αφοί Λαμπρόπουλοι», θά συμμετάσχουν είς τάς έκδηλώσεις τής 150ετηρίδος τής 'Εθνικής Παλιγγενεσίας. 'Η τελετή θά λάβη χώραν είς τό κεντρικόν κατάστημα τής όδού Αιόλου μέ την συμμετοχήν τού προσωπικού καί τών έκπροσώπων τών τοπικών άρχών, ώς άνεκοινώθη.: [206, 1399, 387, 1471]
headline-tobacco: ΕΙΣΟΔΗΜΑΤΙΚΗ ΕΝΙΣΧΥΣΙΣ ΚΑΠΝΟΚΑΛΛΙΕΡΓΗΤΩΝ: [23, 845, 193, 889]
headline-special-speech: ΕΙΔΙΚΗ ΟΜΙΛΙΑ ΔΙΑ ΤΟΥΣ ΥΠΑΛΛΗΛΟΥΣ ΚΑΦΕΖΥΘΕΣΤΙΑΤΟΡΙΩΝ: [23, 384, 194, 428]
author-signature: Σ. Δημητρίου: [238, 2022, 356, 2041]
article-body: ΑΘΗΝΑΙ, 13. — Διά Ν.Δ. δημοσιευθέντος είς τό ύπ' άριθ. 32 τεύχος Α' τής 'Εφημερίδος τής Κυβερνήσεως, παρατείνεται ή λήξις τών συμβάσεων τού προσωπικού τού Κρατικού Θεάτρου Βορείου 'Ελλάδος.: [919, 839, 1117, 875]
headline-provocative: ΤΟΥΣ ΑΝΕΣΤΑΤΩΣΕ ΜΕ ΤΗΝ ΠΡΟΚΛΗΤΙΚΗΝ ΕΜΦΑΝΙΣΙΝ ΤΗΣ: [1351, 91, 1543, 117]
article-body: ΑΘΗΝΑΙ, 13. — Τά γενικά καταστήματα «Αφοί Λαμπρόπουλοι», θά συμμετάσχουν είς τάς έκδηλώσεις τής 150ετηρίδος τής 'Εθνικής Παλιγγενεσίας. 'Η τελετή θά λάβη χώραν είς τό κεντρικόν κατάστημα τής όδού Αιόλου μέ την συμμετοχήν τού προσωπικού καί τών έκπροσώπων τών τοπικών άρχών, ώς άνεκοινώθη.: [18, 964, 199, 1035]
headline-diphtheria: ΤΟ ΚΕΝΤΡΟΝ ΚΟΙΝΩΝΙΚΗΣ ΠΟΛΙΤΙΚΗΣ ΥΠΟΔΕΙΚΝΥΕΙ ΕΙΔΙΚΑ ΜΕΤΡΑ ΠΡΟΣ ΠΡΟΛΗΨΙΝ ΤΗΣ ΔΙΦΘΕΡΙΤΙΔΟΣ: [607, 15, 891, 59]
article-body: ΑΘΗΝΑΙ, 13. — Τά γενικά καταστήματα «Αφοί Λαμπρόπουλοι», θά συμμετάσχουν είς τάς έκδηλώσεις τής 150ετηρίδος τής 'Εθνικής Παλιγγενεσίας. 'Η τελετή θά λάβη χώραν είς τό κεντρικόν κατάστημα τής όδού Αιόλου μέ την συμμετοχήν τού προσωπικού καί τών έκπροσώπων τών τοπικών άρχών, ώς άνεκοινώθη.: [206, 1947, 387, 2019]
article-body: ΑΘΗΝΑΙ, 13. — Τά γενικά καταστήματα «Αφοί Λαμπρόπουλοι», θά συμμετάσχουν είς τάς έκδηλώσεις τής 150ετηρίδος τής 'Εθνικής Παλιγγενεσίας. 'Η τελετή θά λάβη χώραν είς τό κεντρικόν κατάστημα τής όδού Αιόλου μέ την συμμετοχήν τού προσωπικού καί τών έκπροσώπων τών τοπικών άρχών, ώς άνεκοινώθη.: [18, 1257, 199, 1329]
article-body: ΑΘΗΝΑΙ, 13. — Διά Ν.Δ. δημοσιευθέντος είς τό ύπ' άριθ. 32 τεύχος Α' τής 'Εφημερίδος τής Κυβερνήσεως, παρατείνεται ή λήξις τών συμβάσεων τού προσωπικού τού Κρατικού Θεάτρου Βορείου 'Ελλάδος.: [919, 90, 1117, 126]
article-body: ΑΘΗΝΑΙ, 13. — 'Η διφθερίτις, παρά τήν σημαντικήν μείωσιν τών κρουσμάτων κατά τά τελευταία έτη, παραμένει σοβαρός κίνδυνος διά τήν παιδικήν ήλικίαν. Τό Κέντρον Κοινωνικής Πολιτικής ύποδεικνύει τήν λήψιν είδικών μέτρων προλήψεως καί τόν ύποχρεωτικόν έμβολιασμόν.: [753, 243, 906, 315]
article-body: ΑΘΗΝΑΙ, 13. — Διά Ν.Δ. δημοσιευθέντος είς τό ύπ' άριθ. 32 τεύχος Α' τής 'Εφημερίδος τής Κυβερνήσεως, παρατείνεται ή λήξις τών συμβάσεων τού προσωπικού τού Κρατικού Θεάτρου Βορείου 'Ελλάδος.: [919, 1054, 1117, 1091]
article-body: ΑΘΗΝΑΙ, 13. — Διά Ν.Δ. δημοσιευθέντος είς τό ύπ' άριθ. 32 τεύχος Α' τής 'Εφημερίδος τής Κυβερνήσεως, παρατείνεται ή λήξις τών συμβάσεων τού προσωπικού τού Κρατικού Θεάτρου Βορείου 'Ελλάδος.: [919, 437, 1117, 473]
headline-fruit-market: ΕΠΙΔΙΚΕΤΑΙ Η ΑΝΑΔΙΑΡΘΡΩΣΙΣ ΤΟΥ ΚΥΚΛΩΜΑΤΟΣ ΕΜΠΟΡΙΑΣ ΤΩΝ ΦΡΟΥΤΩΝ ΕΙΣ ΤΗΝ ΕΓΧΩΡΙΟΝ ΑΓΟΡΑΝ: [26, 1340, 378, 1392]
headline-artists: ΠΕΡΙ ΤΩΝ ΚΑΛΛΙΤΕΧΝΩΝ: [1372, 1051, 1522, 1065]
article-body: ΑΘΗΝΑΙ, 13. — 'Η διφθερίτις, παρά τήν σημαντικήν μείωσιν τών κρουσμάτων κατά τά τελευταία έτη, παραμένει σοβαρός κίνδυνος διά τήν παιδικήν ήλικίαν. Τό Κέντρον Κοινωνικής Πολιτικής ύποδεικνύει τήν λήψιν είδικών μέτρων προλήψεως καί τόν ύποχρεωτικόν έμβολιασμόν.: [753, 1968, 906, 2039]
article-body: ΜΟΣΧΑ, 13. (Ρώυτερ). — Πολλοί Ρωσσοεβραίοι οί όποίοι μετηνάστευσαν είς τό 'Ισραήλ ζητούν νά έπιστρέψουν είς τήν Σοβιετικήν 'Ενωσιν, ώς ίσχυρίζεται τό έπίσημον περιοδικόν τής Μόσχας, άναφέρον έπιστολάς τάς όποίας έλαβε.: [1344, 853, 1550, 899]
article-body: ΑΘΗΝΑΙ, 13. — 'Η διφθερίτις, παρά τήν σημαντικήν μείωσιν τών κρουσμάτων κατά τά τελευταία έτη, παραμένει σοβαρός κίνδυνος διά τήν παιδικήν ήλικίαν. Τό Κέντρον Κοινωνικής Πολιτικής ύποδεικνύει τήν λήψιν είδικών μέτρων προλήψεως καί τόν ύποχρεωτικόν έμβολιασμόν.: [591, 96, 745, 168]
headline-latin: ΤΟ ΘΕΜΑ ΤΩΝ ΛΑΤΙΝΙΚΩΝ: [411, 842, 567, 855]
article-body: ΜΟΣΧΑ, 13. (Ρώυτερ). — Πολλοί Ρωσσοεβραίοι οί όποίοι μετηνάστευσαν είς τό 'Ισραήλ ζητούν νά έπιστρέψουν είς τήν Σοβιετικήν 'Ενωσιν, ώς ίσχυρίζεται τό έπίσημον περιοδικόν τής Μόσχας, άναφέρον έπιστολάς τάς όποίας έλαβε.: [1344, 118, 1550, 163]
article-body: ΑΘΗΝΑΙ, 13. — Διά Ν.Δ. δημοσιευθέντος είς τό ύπ' άριθ. 32 τεύχος Α' τής 'Εφημερίδος τής Κυβερνήσεως, παρατείνεται ή λήξις τών συμβάσεων τού προσωπικού τού Κρατικού Θεάτρου Βορείου 'Ελλάδος.: [919, 128, 1117, 165]
article-body: ΑΘΗΝΑΙ, 13. — Τά γενικά καταστήματα «Αφοί Λαμπρόπουλοι», θά συμμετάσχουν είς τάς έκδηλώσεις τής 150ετηρίδος τής 'Εθνικής Παλιγγενεσίας. 'Η τελετή θά λάβη χώραν είς τό κεντρικόν κατάστημα τής όδού Αιόλου μέ την συμμετοχήν τού προσωπικού καί τών έκπροσώπων τών τοπικών άρχών, ώς άνεκοινώθη.: [206, 1209, 387, 1281]
headline-romania-committee: ΑΠΟΚΑΤΑΣΤΑΣΕΙΣ ΚΑΙ ΜΕΤΑΒΟΛΑΣ ΑΠΕΦΑΣΙΣΕ Η ΚΕΝΤΡΙΚΗ ΕΠΙΤΡΟΠΗ ΤΟΥ Κ.Κ. ΡΟΥΜΑΝΙΑΣ: [601, 1646, 897, 1690]
article-body: ΜΟΣΧΑ, 13. (Ρώυτερ). — Πολλοί Ρωσσοεβραίοι οί όποίοι μετηνάστευσαν είς τό 'Ισραήλ ζητούν νά έπιστρέψουν είς τήν Σοβιετικήν 'Ενωσιν, ώς ίσχυρίζεται τό έπίσημον περιοδικόν τής Μόσχας, άναφέρον έπιστολάς τάς όποίας έλαβε.: [1344, 362, 1550, 407]
continuation-label: ΣΥΝΕΧΕΙΑ ΕΚ ΤΗΣ 1ΗΣ ΣΕΛ.: [919, 967, 1040, 977]
article-body: ΑΘΗΝΑΙ, 13. — 'Η διφθερίτις, παρά τήν σημαντικήν μείωσιν τών κρουσμάτων κατά τά τελευταία έτη, παραμένει σοβαρός κίνδυνος διά τήν παιδικήν ήλικίαν. Τό Κέντρον Κοινωνικής Πολιτικής ύποδεικνύει τήν λήψιν είδικών μέτρων προλήψεως καί τόν ύποχρεωτικόν έμβολιασμόν.: [753, 1489, 906, 1561]
page-number-logo: Σελίς 15: [1424, 12, 1550, 40]
headline-silver: ΣΥΝΕΛΗΦΘΗ ΔΙ' ΕΙΣΑΓΩΓΗΝ ΑΣΗΜΩΝ: [405, 539, 573, 564]
article-body: ΑΘΗΝΑΙ, 13. — Διά Ν.Δ. δημοσιευθέντος είς τό ύπ' άριθ. 32 τεύχος Α' τής 'Εφημερίδος τής Κυβερνήσεως, παρατείνεται ή λήξις τών συμβάσεων τού προσωπικού τού Κρατικού Θεάτρου Βορείου 'Ελλάδος.: [919, 583, 1117, 619]
article-body: ΜΟΣΧΑ, 13. (Ρώυτερ). — Πολλοί Ρωσσοεβραίοι οί όποίοι μετηνάστευσαν είς τό 'Ισραήλ ζητούν νά έπιστρέψουν είς τήν Σοβιετικήν 'Ενωσιν, ώς ίσχυρίζεται τό έπίσημον περιοδικόν τής Μόσχας, άναφέρον έπιστολάς τάς όποίας έλαβε.: [1130, 561, 1337, 607]
article-body: ΑΘΗΝΑΙ, 13. — Τά γενικά καταστήματα «Αφοί Λαμπρόπουλοι», θά συμμετάσχουν είς τάς έκδηλώσεις τής 150ετηρίδος τής 'Εθνικής Παλιγγενεσίας. 'Η τελετή θά λάβη χώραν είς τό κεντρικόν κατάστημα τής όδού Αιόλου μέ την συμμετοχήν τού προσωπικού καί τών έκπροσώπων τών τοπικών άρχών, ώς άνεκοινώθη.: [18, 1521, 199, 1592]
continuation-label: ΣΥΝΕΧΕΙΑ ΕΚ ΤΗΣ 8ΗΣ ΣΕΛ.: [1130, 945, 1250, 954]
article-body: ΜΟΣΧΑ, 13. (Ρώυτερ). — Πολλοί Ρωσσοεβραίοι οί όποίοι μετηνάστευσαν είς τό 'Ισραήλ ζητούν νά έπιστρέψουν είς τήν Σοβιετικήν 'Ενωσιν, ώς ίσχυρίζεται τό έπίσημον περιοδικόν τής Μόσχας, άναφέρον έπιστολάς τάς όποίας έλαβε.: [1130, 379, 1337, 424]
author-signature: Σ. Δημητρίου: [430, 1266, 548, 1286]
headline-chanter-post: ΠΛΗΡΩΣΙΣ ΘΕΣΕΩΣ ΔΕΞΙΟΥ ΙΕΡΟΨΑΛΤΟΥ: [937, 1097, 1100, 1122]
article-body: ΑΘΗΝΑΙ, 13. — Διά Νομοθετικού Διατάγματος, δημοσιευθέντος είς τό ύπ' άριθ. 32 τεύχος Α' τής 'Εφημερίδος τής Κυβερνήσεως, τροποποιούνται αί διατάξεις περί άπογραφής τού πληθυσμού τής χώρας κατά τό τρέχον έτος.: [400, 1008, 578, 1053]
article-body: ΑΘΗΝΑΙ, 13. — Τά γενικά καταστήματα «Αφοί Λαμπρόπουλοι», θά συμμετάσχουν είς τάς έκδηλώσεις τής 150ετηρίδος τής 'Εθνικής Παλιγγενεσίας. 'Η τελετή θά λάβη χώραν είς τό κεντρικόν κατάστημα τής όδού Αιόλου μέ την συμμετοχήν τού προσωπικού καί τών έκπροσώπων τών τοπικών άρχών, ώς άνεκοινώθη.: [206, 463, 387, 535]
article-body: ΑΘΗΝΑΙ, 13. — Διά Ν.Δ. δημοσιευθέντος είς τό ύπ' άριθ. 32 τεύχος Α' τής 'Εφημερίδος τής Κυβερνήσεως, παρατείνεται ή λήξις τών συμβάσεων τού προσωπικού τού Κρατικού Θεάτρου Βορείου 'Ελλάδος.: [919, 475, 1117, 512]
article-body: ΑΘΗΝΑΙ, 13. — Τά γενικά καταστήματα «Αφοί Λαμπρόπουλοι», θά συμμετάσχουν είς τάς έκδηλώσεις τής 150ετηρίδος τής 'Εθνικής Παλιγγενεσίας. 'Η τελετή θά λάβη χώραν είς τό κεντρικόν κατάστημα τής όδού Αιόλου μέ την συμμετοχήν τού προσωπικού καί τών έκπροσώπων τών τοπικών άρχών, ώς άνεκοινώθη.: [206, 537, 387, 609]
headline-prefects: ΕΠΑΝΑΔΙΟΡΙΣΜΟΙ ΚΑΙ ΜΕΤΑΘΕΣΕΙΣ ΝΟΜΑΡΧΩΝ: [413, 198, 565, 223]
article-body: ΑΘΗΝΑΙ, 13. — 'Η διφθερίτις, παρά τήν σημαντικήν μείωσιν τών κρουσμάτων κατά τά τελευταία έτη, παραμένει σοβαρός κίνδυνος διά τήν παιδικήν ήλικίαν. Τό Κέντρον Κοινωνικής Πολιτικής ύποδεικνύει τήν λήψιν είδικών μέτρων προλήψεως καί τόν ύποχρεωτικόν έμβολιασμόν.: [591, 1766, 745, 1837]
article-body: ΜΟΣΧΑ, 13. (Ρώυτερ). — Πολλοί Ρωσσοεβραίοι οί όποίοι μετηνάστευσαν είς τό 'Ισραήλ ζητούν νά έπιστρέψουν είς τήν Σοβιετικήν 'Ενωσιν, ώς ίσχυρίζεται τό έπίσημον περιοδικόν τής Μόσχας, άναφέρον έπιστολάς τάς όποίας έλαβε.: [1130, 1002, 1337, 1048]
article-body: ΑΘΗΝΑΙ, 13. — Διά Ν.Δ. δημοσιευθέντος είς τό ύπ' άριθ. 32 τεύχος Α' τής 'Εφημερίδος τής Κυβερνήσεως, παρατείνεται ή λήξις τών συμβάσεων τού προσωπικού τού Κρατικού Θεάτρου Βορείου 'Ελλάδος.: [919, 897, 1117, 933]
article-body: ΑΘΗΝΑΙ, 13. — Διά Νομοθετικού Διατάγματος, δημοσιευθέντος είς τό ύπ' άριθ. 32 τεύχος Α' τής 'Εφημερίδος τής Κυβερνήσεως, τροποποιούνται αί διατάξεις περί άπογραφής τού πληθυσμού τής χώρας κατά τό τρέχον έτος.: [400, 914, 578, 959]
article-body: ΑΘΗΝΑΙ, 13. — Τά γενικά καταστήματα «Αφοί Λαμπρόπουλοι», θά συμμετάσχουν είς τάς έκδηλώσεις τής 150ετηρίδος τής 'Εθνικής Παλιγγενεσίας. 'Η τελετή θά λάβη χώραν είς τό κεντρικόν κατάστημα τής όδού Αιόλου μέ την συμμετοχήν τού προσωπικού καί τών έκπροσώπων τών τοπικών άρχών, ώς άνεκοινώθη.: [206, 170, 387, 241]
article-body: ΑΘΗΝΑΙ, 13. — Διά Νομοθετικού Διατάγματος, δημοσιευθέντος είς τό ύπ' άριθ. 32 τεύχος Α' τής 'Εφημερίδος τής Κυβερνήσεως, τροποποιούνται αί διατάξεις περί άπογραφής τού πληθυσμού τής χώρας κατά τό τρέχον έτος.: [400, 1103, 578, 1148]
article-body: ΑΘΗΝΑΙ, 13. — Διά Ν.Δ. δημοσιευθέντος είς τό ύπ' άριθ. 32 τεύχος Α' τής 'Εφημερίδος τής Κυβερνήσεως, παρατείνεται ή λήξις τών συμβάσεων τού προσωπικού τού Κρατικού Θεάτρου Βορείου 'Ελλάδος.: [919, 653, 1117, 689]
article-body: ΜΟΣΧΑ, 13. (Ρώυτερ). — Πολλοί Ρωσσοεβραίοι οί όποίοι μετηνάστευσαν είς τό 'Ισραήλ ζητούν νά έπιστρέψουν είς τήν Σοβιετικήν 'Ενωσιν, ώς ίσχυρίζεται τό έπίσημον περιοδικόν τής Μόσχας, άναφέρον έπιστολάς τάς όποίας έλαβε.: [1130, 514, 1337, 560]
article-body: ΑΘΗΝΑΙ, 13. — Διά Νομοθετικού Διατάγματος, δημοσιευθέντος είς τό ύπ' άριθ. 32 τεύχος Α' τής 'Εφημερίδος τής Κυβερνήσεως, τροποποιούνται αί διατάξεις περί άπογραφής τού πληθυσμού τής χώρας κατά τό τρέχον έτος.: [400, 224, 578, 269]
article-body: ΑΘΗΝΑΙ, 13. — 'Η διφθερίτις, παρά τήν σημαντικήν μείωσιν τών κρουσμάτων κατά τά τελευταία έτη, παραμένει σοβαρός κίνδυνος διά τήν παιδικήν ήλικίαν. Τό Κέντρον Κοινωνικής Πολιτικής ύποδεικνύει τήν λήψιν είδικών μέτρων προλήψεως καί τόν ύποχρεωτικόν έμβολιασμόν.: [753, 96, 906, 168]
article-body: ΑΘΗΝΑΙ, 13. — Διά Νομοθετικού Διατάγματος, δημοσιευθέντος είς τό ύπ' άριθ. 32 τεύχος Α' τής 'Εφημερίδος τής Κυβερνήσεως, τροποποιούνται αί διατάξεις περί άπογραφής τού πληθυσμού τής χώρας κατά τό τρέχον έτος.: [400, 409, 578, 454]
article-body: ΑΘΗΝΑΙ, 13. — 'Η διφθερίτις, παρά τήν σημαντικήν μείωσιν τών κρουσμάτων κατά τά τελευταία έτη, παραμένει σοβαρός κίνδυνος διά τήν παιδικήν ήλικίαν. Τό Κέντρον Κοινωνικής Πολιτικής ύποδεικνύει τήν λήψιν είδικών μέτρων προλήψεως καί τόν ύποχρεωτικόν έμβολιασμόν.: [753, 317, 906, 388]
article-body: ΜΟΣΧΑ, 13. (Ρώυτερ). — Πολλοί Ρωσσοεβραίοι οί όποίοι μετηνάστευσαν είς τό 'Ισραήλ ζητούν νά έπιστρέψουν είς τήν Σοβιετικήν 'Ενωσιν, ώς ίσχυρίζεται τό έπίσημον περιοδικόν τής Μόσχας, άναφέρον έπιστολάς τάς όποίας έλαβε.: [1130, 135, 1337, 180]
headline-municipal-code: Η ΣΥΝΤΑΞΙΣ ΚΩΔΙΚΟΣ ΔΗΜΩΝ ΚΑΙ ΚΟΙΝΟΤΗΤΩΝ: [928, 626, 1108, 651]
headline-french-businessmen: ΟΜΑΣ ΓΑΛΛΩΝ ΕΠΙΧΕΙΡΗΜΑΤΙΩΝ ΕΙΣ ΘΕΣΣΑΛΟΝΙΚΗΝ: [29, 1402, 187, 1446]
article-body: ΑΘΗΝΑΙ, 13. — Τά γενικά καταστήματα «Αφοί Λαμπρόπουλοι», θά συμμετάσχουν είς τάς έκδηλώσεις τής 150ετηρίδος τής 'Εθνικής Παλιγγενεσίας. 'Η τελετή θά λάβη χώραν είς τό κεντρικόν κατάστημα τής όδού Αιόλου μέ την συμμετοχήν τού προσωπικού καί τών έκπροσώπων τών τοπικών άρχών, ώς άνεκοινώθη.: [206, 243, 387, 315]
article-body: ΜΟΣΧΑ, 13. (Ρώυτερ). — Πολλοί Ρωσσοεβραίοι οί όποίοι μετηνάστευσαν είς τό 'Ισραήλ ζητούν νά έπιστρέψουν είς τήν Σοβιετικήν 'Ενωσιν, ώς ίσχυρίζεται τό έπίσημον περιοδικόν τής Μόσχας, άναφέρον έπιστολάς τάς όποίας έλαβε.: [1130, 791, 1337, 836]
article-body: ΑΘΗΝΑΙ, 13. — Διά Νομοθετικού Διατάγματος, δημοσιευθέντος είς τό ύπ' άριθ. 32 τεύχος Α' τής 'Εφημερίδος τής Κυβερνήσεως, τροποποιούνται αί διατάξεις περί άπογραφής τού πληθυσμού τής χώρας κατά τό τρέχον έτος.: [400, 961, 578, 1006]
article-body: ΑΘΗΝΑΙ, 13. — Διά Νομοθετικού Διατάγματος, δημοσιευθέντος είς τό ύπ' άριθ. 32 τεύχος Α' τής 'Εφημερίδος τής Κυβερνήσεως, τροποποιούνται αί διατάξεις περί άπογραφής τού πληθυσμού τής χώρας κατά τό τρέχον έτος.: [400, 362, 578, 407]
headline-athenagoras: Ο ΕΛΕΥΘΕΡΟΥΠΟΛΕΩΣ ΔΙΑ ΤΗΝ ΜΝΗΜΟΝΕΥΣΙΝ ΤΟΥ Κ. ΑΘΗΝΑΓΟΡΑ: [923, 171, 1113, 208]
article-body: ΑΘΗΝΑΙ, 13. — 'Η διφθερίτις, παρά τήν σημαντικήν μείωσιν τών κρουσμάτων κατά τά τελευταία έτη, παραμένει σοβαρός κίνδυνος διά τήν παιδικήν ήλικίαν. Τό Κέντρον Κοινωνικής Πολιτικής ύποδεικνύει τήν λήψιν είδικών μέτρων προλήψεως καί τόν ύποχρεωτικόν έμβολιασμόν.: [753, 680, 906, 752]
article-body: ΑΘΗΝΑΙ, 13. — Διά Ν.Δ. δημοσιευθέντος είς τό ύπ' άριθ. 32 τεύχος Α' τής 'Εφημερίδος τής Κυβερνήσεως, παρατείνεται ή λήξις τών συμβάσεων τού προσωπικού τού Κρατικού Θεάτρου Βορείου 'Ελλάδος.: [919, 780, 1117, 816]
article-body: ΑΘΗΝΑΙ, 13. — Τά γενικά καταστήματα «Αφοί Λαμπρόπουλοι», θά συμμετάσχουν είς τάς έκδηλώσεις τής 150ετηρίδος τής 'Εθνικής Παλιγγενεσίας. 'Η τελετή θά λάβη χώραν είς τό κεντρικόν κατάστημα τής όδού Αιόλου μέ την συμμετοχήν τού προσωπικού καί τών έκπροσώπων τών τοπικών άρχών, ώς άνεκοινώθη.: [18, 1887, 199, 1959]
article-body: ΑΘΗΝΑΙ, 13. — Διά Νομοθετικού Διατάγματος, δημοσιευθέντος είς τό ύπ' άριθ. 32 τεύχος Α' τής 'Εφημερίδος τής Κυβερνήσεως, τροποποιούνται αί διατάξεις περί άπογραφής τού πληθυσμού τής χώρας κατά τό τρέχον έτος.: [400, 52, 578, 97]
headline-cohabitation: ΣΥΝΟΙΚΕΣΙΑ: [981, 1167, 1055, 1181]
article-body: ΜΟΣΧΑ, 13. (Ρώυτερ). — Πολλοί Ρωσσοεβραίοι οί όποίοι μετηνάστευσαν είς τό 'Ισραήλ ζητούν νά έπιστρέψουν είς τήν Σοβιετικήν 'Ενωσιν, ώς ίσχυρίζεται τό έπίσημον περιοδικόν τής Μόσχας, άναφέρον έπιστολάς τάς όποίας έλαβε.: [1130, 182, 1337, 227]
headline-marine-engineer: ΤΑ ΕΙΔΙΚΑ ΠΡΟΣΟΝΤΑ ΠΡΟΣ ΑΠΟΚΤΗΣΙΝ ΠΤΥΧΙΟΥ ΜΗΧΑΝΙΚΟΥ ΝΑΥΤΙΚΟΥ: [26, 1599, 189, 1658]
headline-vaccination: ΥΠΟΧΡΕΩΤΙΚΟΣ ΕΜΒΟΛΙΑΣΜΟΣ ΕΝΑΝΤΙΟΝ ΤΗΣ ΝΟΣΟΥ: [591, 65, 906, 95]
article-body: ΑΘΗΝΑΙ, 13. — Διά Νομοθετικού Διατάγματος, δημοσιευθέντος είς τό ύπ' άριθ. 32 τεύχος Α' τής 'Εφημερίδος τής Κυβερνήσεως, τροποποιούνται αί διατάξεις περί άπογραφής τού πληθυσμού τής χώρας κατά τό τρέχον έτος.: [400, 644, 578, 689]
article-body: ΑΘΗΝΑΙ, 13. — Διά Νομοθετικού Διατάγματος, δημοσιευθέντος είς τό ύπ' άριθ. 32 τεύχος Α' τής 'Εφημερίδος τής Κυβερνήσεως, τροποποιούνται αί διατάξεις περί άπογραφής τού πληθυσμού τής χώρας κατά τό τρέχον έτος.: [400, 565, 578, 610]
article-body: ΜΟΣΧΑ, 13. (Ρώυτερ). — Πολλοί Ρωσσοεβραίοι οί όποίοι μετηνάστευσαν είς τό 'Ισραήλ ζητούν νά έπιστρέψουν είς τήν Σοβιετικήν 'Ενωσιν, ώς ίσχυρίζεται τό έπίσημον περιοδικόν τής Μόσχας, άναφέρον έπιστολάς τάς όποίας έλαβε.: [1130, 697, 1337, 742]
article-body: ΑΘΗΝΑΙ, 13. — 'Η διφθερίτις, παρά τήν σημαντικήν μείωσιν τών κρουσμάτων κατά τά τελευταία έτη, παραμένει σοβαρός κίνδυνος διά τήν παιδικήν ήλικίαν. Τό Κέντρον Κοινωνικής Πολιτικής ύποδεικνύει τήν λήψιν είδικών μέτρων προλήψεως καί τόν ύποχρεωτικόν έμβολιασμόν.: [591, 956, 745, 1028]
headline-lunar-materials: ΣΕΛΗΝΙΑΚΑ ΥΛΙΚΑ: [1177, 838, 1289, 852]
article-body: ΜΟΣΧΑ, 13. (Ρώυτερ). — Πολλοί Ρωσσοεβραίοι οί όποίοι μετηνάστευσαν είς τό 'Ισραήλ ζητούν νά έπιστρέψουν είς τήν Σοβιετικήν 'Ενωσιν, ώς ίσχυρίζεται τό έπίσημον περιοδικόν τής Μόσχας, άναφέρον έπιστολάς τάς όποίας έλαβε.: [1344, 212, 1550, 257]
headline-namesake: ΤΑ ΔΥΣΑΡΕΣΤΑ ΤΗΣ ΣΥΝΩΝΥΜΙΑΣ: [430, 696, 548, 721]
headline-lampropouloi: ΤΑ ΚΑΤΑΣΤΗΜΑΤΑ ΑΦΟΙ ΛΑΜΠΡΟΠΟΥΛΟΙ ΣΥΜΜΕΤΕΧΟΥΝ ΕΙΣ ΤΗΝ 150ΕΤΙΑΝ: [19, 99, 197, 157]
headline-young-wife: ΝΕΑΡΑ ΥΠΑΝΔΡΟΣ ΑΠΕΒΙΩΣΕΝ ΕΙΣ ΔΙΚΟΡΡΑΓΙΑΣ: [400, 617, 578, 643]
article-body: ΑΘΗΝΑΙ, 13. — 'Η διφθερίτις, παρά τήν σημαντικήν μείωσιν τών κρουσμάτων κατά τά τελευταία έτη, παραμένει σοβαρός κίνδυνος διά τήν παιδικήν ήλικίαν. Τό Κέντρον Κοινωνικής Πολιτικής ύποδεικνύει τήν λήψιν είδικών μέτρων προλήψεως καί τόν ύποχρεωτικόν έμβολιασμόν.: [753, 1766, 906, 1837]
article-body: ΑΘΗΝΑΙ, 13. — Τά γενικά καταστήματα «Αφοί Λαμπρόπουλοι», θά συμμετάσχουν είς τάς έκδηλώσεις τής 150ετηρίδος τής 'Εθνικής Παλιγγενεσίας. 'Η τελετή θά λάβη χώραν είς τό κεντρικόν κατάστημα τής όδού Αιόλου μέ την συμμετοχήν τού προσωπικού καί τών έκπροσώπων τών τοπικών άρχών, ώς άνεκοινώθη.: [18, 306, 199, 377]
article-body: ΑΘΗΝΑΙ, 13. — 'Η διφθερίτις, παρά τήν σημαντικήν μείωσιν τών κρουσμάτων κατά τά τελευταία έτη, παραμένει σοβαρός κίνδυνος διά τήν παιδικήν ήλικίαν. Τό Κέντρον Κοινωνικής Πολιτικής ύποδεικνύει τήν λήψιν είδικών μέτρων προλήψεως καί τόν ύποχρεωτικόν έμβολιασμόν.: [591, 1361, 745, 1433]
article-body: ΑΘΗΝΑΙ, 13. — Τά γενικά καταστήματα «Αφοί Λαμπρόπουλοι», θά συμμετάσχουν είς τάς έκδηλώσεις τής 150ετηρίδος τής 'Εθνικής Παλιγγενεσίας. 'Η τελετή θά λάβη χώραν είς τό κεντρικόν κατάστημα τής όδού Αιόλου μέ την συμμετοχήν τού προσωπικού καί τών έκπροσώπων τών τοπικών άρχών, ώς άνεκοινώθη.: [206, 1473, 387, 1544]
article-body: ΜΟΣΧΑ, 13. (Ρώυτερ). — Πολλοί Ρωσσοεβραίοι οί όποίοι μετηνάστευσαν είς τό 'Ισραήλ ζητούν νά έπιστρέψουν είς τήν Σοβιετικήν 'Ενωσιν, ώς ίσχυρίζεται τό έπίσημον περιοδικόν τής Μόσχας, άναφέρον έπιστολάς τάς όποίας έλαβε.: [1344, 1004, 1550, 1049]
article-body: ΑΘΗΝΑΙ, 13. — Τά γενικά καταστήματα «Αφοί Λαμπρόπουλοι», θά συμμετάσχουν είς τάς έκδηλώσεις τής 150ετηρίδος τής 'Εθνικής Παλιγγενεσίας. 'Η τελετή θά λάβη χώραν είς τό κεντρικόν κατάστημα τής όδού Αιόλου μέ την συμμετοχήν τού προσωπικού καί τών έκπροσώπων τών τοπικών άρχών, ώς άνεκοινώθη.: [18, 1961, 199, 2032]
headline-university-assistants: ΜΕΤΑΒΟΛΑΙ ΒΟΗΘΩΝ ΚΑΙ ΠΑΡΑΣΚΕΥΑΣΤΩΝ ΤΟΥ ΠΑΝΕΠΙΣΤΗΜΙΟΥ ΤΗΣ ΘΕΣΣΑΛΟΝΙΚΗΣ: [601, 1242, 897, 1286]
continuation-label: ΣΥΝΕΧΕΙΑ ΕΚ ΤΗΣ 12ΗΣ ΣΕΛ.: [400, 856, 526, 866]
article-body: ΜΟΣΧΑ, 13. (Ρώυτερ). — Πολλοί Ρωσσοεβραίοι οί όποίοι μετηνάστευσαν είς τό 'Ισραήλ ζητούν νά έπιστρέψουν είς τήν Σοβιετικήν 'Ενωσιν, ώς ίσχυρίζεται τό έπίσημον περιοδικόν τής Μόσχας, άναφέρον έπιστολάς τάς όποίας έλαβε.: [1344, 744, 1550, 789]
headline-state-theatre: ΠΑΡΕΤΑΘΗ Η ΛΗΞΙΣ ΣΥΜΒΑΣΕΩΣ ΠΡΟΣΩΠΙΚΟΥ ΤΟΥ ΚΡΑΤΙΚΟΥ ΘΕΑΤΡΟΥ: [919, 15, 1117, 51]
headline-soviet-jews: ΠΟΛΛΟΙ ΡΩΣΣΟΕΒΡΑΙΟΙ ΔΙΑΜΕΝΟΝΤΕΣ ΕΙΣ ΤΟ ΙΣΡΑΗΛ ΖΗΤΟΥΝ ΝΑ ΕΠΙΣΤΡΕΨΟΥΝ ΕΙΣ ΤΗΝ... ΣΟΒ. ΕΝΩΣΙΝ ΟΙ ΙΣΧΥΡΙΖΕΤΑΙ ΕΠΙΣΗΜΟΝ ΠΕΡΙΟΔΙΚΟΝ ΤΗΣ ΜΟΣΧΑΣ: [1140, 43, 1541, 87]
headline-labour-violations: ΥΠΕΒΛΗΘΗΣΑΝ ΜΗΝΥΣΕΙΣ ΔΙΑ ΠΑΡΑΒΑΣΕΙΣ ΤΩΝ ΕΡΓΑΤΙΚΩΝ ΝΟΜΩΝ: [926, 399, 1110, 435]
article-body: ΑΘΗΝΑΙ, 13. — Τά γενικά καταστήματα «Αφοί Λαμπρόπουλοι», θά συμμετάσχουν είς τάς έκδηλώσεις τής 150ετηρίδος τής 'Εθνικής Παλιγγενεσίας. 'Η τελετή θά λάβη χώραν είς τό κεντρικόν κατάστημα τής όδού Αιόλου μέ την συμμετοχήν τού προσωπικού καί τών έκπροσώπων τών τοπικών άρχών, ώς άνεκοινώθη.: [206, 915, 387, 987]
article-body: ΑΘΗΝΑΙ, 13. — 'Η διφθερίτις, παρά τήν σημαντικήν μείωσιν τών κρουσμάτων κατά τά τελευταία έτη, παραμένει σοβαρός κίνδυνος διά τήν παιδικήν ήλικίαν. Τό Κέντρον Κοινωνικής Πολιτικής ύποδεικνύει τήν λήψιν είδικών μέτρων προλήψεως καί τόν ύποχρεωτικόν έμβολιασμόν.: [753, 1361, 906, 1433]
article-body: ΑΘΗΝΑΙ, 13. — 'Η διφθερίτις, παρά τήν σημαντικήν μείωσιν τών κρουσμάτων κατά τά τελευταία έτη, παραμένει σοβαρός κίνδυνος διά τήν παιδικήν ήλικίαν. Τό Κέντρον Κοινωνικής Πολιτικής ύποδεικνύει τήν λήψιν είδικών μέτρων προλήψεως καί τόν ύποχρεωτικόν έμβολιασμόν.: [591, 170, 745, 241]
headline-forgers: ΟΙ ΠΑΡΑΧΑΡΑΚΤΑΙ ΤΩΝ ΠΕΝΤΕ ΕΠΙΤΑΓΩΝ: [925, 940, 1111, 965]
article-body: ΜΟΣΧΑ, 13. (Ρώυτερ). — Πολλοί Ρωσσοεβραίοι οί όποίοι μετηνάστευσαν είς τό 'Ισραήλ ζητούν νά έπιστρέψουν είς τήν Σοβιετικήν 'Ενωσιν, ώς ίσχυρίζεται τό έπίσημον περιοδικόν τής Μόσχας, άναφέρον έπιστολάς τάς όποίας έλαβε.: [1344, 697, 1550, 742]
headline-london-fugitive: ΔΙΑΒΗΜΑΤΑ ΡΩΣΩΝ ΠΟΛΙΤΩΝ ΠΡΟΣ ΤΟ ΛΟΝΔΙΝΟΝ ΔΙΑ ΤΗΝ ΕΠΙΣΤΡΟΦΗΝ ΕΙΣ ΜΟΣΧΑΝ ΝΕΑΡΑΣ ΔΡΑΠΕΤΙΔΟΣ ΕΚ ΤΟΥ ΠΑΡΑΠΕΤΑΣΜΑΤΟΣ: [1131, 286, 1549, 330]
article-body: ΑΘΗΝΑΙ, 13. — Διά Νομοθετικού Διατάγματος, δημοσιευθέντος είς τό ύπ' άριθ. 32 τεύχος Α' τής 'Εφημερίδος τής Κυβερνήσεως, τροποποιούνται αί διατάξεις περί άπογραφής τού πληθυσμού τής χώρας κατά τό τρέχον έτος.: [400, 1150, 578, 1195]
article-body: ΑΘΗΝΑΙ, 13. — 'Η διφθερίτις, παρά τήν σημαντικήν μείωσιν τών κρουσμάτων κατά τά τελευταία έτη, παραμένει σοβαρός κίνδυνος διά τήν παιδικήν ήλικίαν. Τό Κέντρον Κοινωνικής Πολιτικής ύποδεικνύει τήν λήψιν είδικών μέτρων προλήψεως καί τόν ύποχρεωτικόν έμβολιασμόν.: [753, 1158, 906, 1230]
headline-hides-exporters: ΠΡΟΤΕΙΝΕΤΑΙ Η ΠΑΡΟΧΗ ΔΙΕΥΚΟΛΥΝΣΕΩΝ ΕΙΣ ΕΞΑΓΩΓΕΙΣ ΑΚΑΤΕΡΓΑΣΤΩΝ ΔΕΡΜΑΤΩΝ ΠΡΟΣ ΔΙΕΥΡΥΝΣΙΝ ΤΗΣ ΔΡΑΣΤΗΡΙΟΤΗΤΟΣ ΤΩΝ: [591, 473, 906, 532]
article-body: ΜΟΣΧΑ, 13. (Ρώυτερ). — Πολλοί Ρωσσοεβραίοι οί όποίοι μετηνάστευσαν είς τό 'Ισραήλ ζητούν νά έπιστρέψουν είς τήν Σοβιετικήν 'Ενωσιν, ώς ίσχυρίζεται τό έπίσημον περιοδικόν τής Μόσχας, άναφέρον έπιστολάς τάς όποίας έλαβε.: [1130, 88, 1337, 133]
author-signature: ΑΧΙΛ. ΧΑΤΖΟΠΟΥΛΟΣ: [1415, 1114, 1544, 1128]
article-body: ΑΘΗΝΑΙ, 13. — Τά γενικά καταστήματα «Αφοί Λαμπρόπουλοι», θά συμμετάσχουν είς τάς έκδηλώσεις τής 150ετηρίδος τής 'Εθνικής Παλιγγενεσίας. 'Η τελετή θά λάβη χώραν είς τό κεντρικόν κατάστημα τής όδού Αιόλου μέ την συμμετοχήν τού προσωπικού καί τών έκπροσώπων τών τοπικών άρχών, ώς άνεκοινώθη.: [206, 989, 387, 1060]
article-body: ΑΘΗΝΑΙ, 13. — 'Η διφθερίτις, παρά τήν σημαντικήν μείωσιν τών κρουσμάτων κατά τά τελευταία έτη, παραμένει σοβαρός κίνδυνος διά τήν παιδικήν ήλικίαν. Τό Κέντρον Κοινωνικής Πολιτικής ύποδεικνύει τήν λήψιν είδικών μέτρων προλήψεως καί τόν ύποχρεωτικόν έμβολιασμόν.: [591, 607, 745, 678]
headline-swiss-journalist: ΑΙ ΕΝΤΥΠΩΣΕΙΣ ΕΛΒΕΤΟΥ ΔΗΜΟΣΙΟΓΡΑΦΟΥ ΕΚ ΤΗΣ ΠΕΡΙΟΔΕΙΑΣ ΤΟΥ ΕΙΣ ΤΗΝ ΚΙΝΑΝ: [607, 1849, 891, 1893]
article-body: ΑΘΗΝΑΙ, 13. — 'Η διφθερίτις, παρά τήν σημαντικήν μείωσιν τών κρουσμάτων κατά τά τελευταία έτη, παραμένει σοβαρός κίνδυνος διά τήν παιδικήν ήλικίαν. Τό Κέντρον Κοινωνικής Πολιτικής ύποδεικνύει τήν λήψιν είδικών μέτρων προλήψεως καί τόν ύποχρεωτικόν έμβολιασμόν.: [591, 1894, 745, 1966]
headline-thessaloniki-transport: Η ΘΕΣΙΣ ΤΗΣ ΘΕΣΣΑΛΟΝΙΚΗΣ ΔΙΕΥΚΟΛΥΝΕΙ ΜΕΓΑΛΩΣ ΤΗΝ ΜΕΤΑΦΟΡΑΝ ΤΩΝ ΕΜΠΟΡΕΥΜΑΤΩΝ ΕΙΣ ΒΑΤΙΚΗΝ: [21, 1741, 384, 1793]
article-body: ΜΟΣΧΑ, 13. (Ρώυτερ). — Πολλοί Ρωσσοεβραίοι οί όποίοι μετηνάστευσαν είς τό 'Ισραήλ ζητούν νά έπιστρέψουν είς τήν Σοβιετικήν 'Ενωσιν, ώς ίσχυρίζεται τό έπίσημον περιοδικόν τής Μόσχας, άναφέρον έπιστολάς τάς όποίας έλαβε.: [1344, 165, 1550, 210]
article-body: ΜΟΣΧΑ, 13. (Ρώυτερ). — Πολλοί Ρωσσοεβραίοι οί όποίοι μετηνάστευσαν είς τό 'Ισραήλ ζητούν νά έπιστρέψουν είς τήν Σοβιετικήν 'Ενωσιν, ώς ίσχυρίζεται τό έπίσημον περιοδικόν τής Μόσχας, άναφέρον έπιστολάς τάς όποίας έλαβε.: [1344, 409, 1550, 454]
article-body: ΑΘΗΝΑΙ, 13. — 'Η διφθερίτις, παρά τήν σημαντικήν μείωσιν τών κρουσμάτων κατά τά τελευταία έτη, παραμένει σοβαρός κίνδυνος διά τήν παιδικήν ήλικίαν. Τό Κέντρον Κοινωνικής Πολιτικής ύποδεικνύει τήν λήψιν είδικών μέτρων προλήψεως καί τόν ύποχρεωτικόν έμβολιασμόν.: [753, 1894, 906, 1966]
article-body: ΜΟΣΧΑ, 13. (Ρώυτερ). — Πολλοί Ρωσσοεβραίοι οί όποίοι μετηνάστευσαν είς τό 'Ισραήλ ζητούν νά έπιστρέψουν είς τήν Σοβιετικήν 'Ενωσιν, ώς ίσχυρίζεται τό έπίσημον περιοδικόν τής Μόσχας, άναφέρον έπιστολάς τάς όποίας έλαβε.: [1344, 942, 1550, 987]
article-body: ΜΟΣΧΑ, 13. (Ρώυτερ). — Πολλοί Ρωσσοεβραίοι οί όποίοι μετηνάστευσαν είς τό 'Ισραήλ ζητούν νά έπιστρέψουν είς τήν Σοβιετικήν 'Ενωσιν, ώς ίσχυρίζεται τό έπίσημον περιοδικόν τής Μόσχας, άναφέρον έπιστολάς τάς όποίας έλαβε.: [1130, 229, 1337, 274]
headline-diplomats-visit: ΕΝΗΜΕΡΩΤΙΚΗ ΕΠΙΣΚΕΨΙΣ ΔΙΠΛΩΜΑΤΩΝ: [939, 518, 1098, 543]
headline-prisoner-release: ΑΠΕΡΡΙΦΘΗ ΑΙΤΗΣΙΣ ΕΚΤΙΟΝΤΟΣ ΠΟΙΝΗΝ ΚΑΘΕΙΡΞΕΩΣ ΚΑΙ ΖΗΤΟΥΝΤΟΣ ΑΠΟΦΥΛΑΚΙΣΙΝ ΔΙΑ ΛΟΓΟΥΣ ΥΓΕΙΑΣ: [596, 837, 902, 881]
headline-douvalopoulos: Ο Κ. ΔΟΥΒΑΛΟΠΟΥΛΟΣ ΕΙΣ ΤΗΝ ΚΕΡΚΥΡΑΝ: [922, 696, 1114, 720]
article-body: ΑΘΗΝΑΙ, 13. — Διά Ν.Δ. δημοσιευθέντος είς τό ύπ' άριθ. 32 τεύχος Α' τής 'Εφημερίδος τής Κυβερνήσεως, παρατείνεται ή λήξις τών συμβάσεων τού προσωπικού τού Κρατικού Θεάτρου Βορείου 'Ελλάδος.: [919, 1182, 1117, 1218]
article-body: ΜΟΣΧΑ, 13. (Ρώυτερ). — Πολλοί Ρωσσοεβραίοι οί όποίοι μετηνάστευσαν είς τό 'Ισραήλ ζητούν νά έπιστρέψουν είς τήν Σοβιετικήν 'Ενωσιν, ώς ίσχυρίζεται τό έπίσημον περιοδικόν τής Μόσχας, άναφέρον έπιστολάς τάς όποίας έλαβε.: [1130, 1097, 1337, 1142]
article-body: ΑΘΗΝΑΙ, 13. — Τά γενικά καταστήματα «Αφοί Λαμπρόπουλοι», θά συμμετάσχουν είς τάς έκδηλώσεις τής 150ετηρίδος τής 'Εθνικής Παλιγγενεσίας. 'Η τελετή θά λάβη χώραν είς τό κεντρικόν κατάστημα τής όδού Αιόλου μέ την συμμετοχήν τού προσωπικού καί τών έκπροσώπων τών τοπικών άρχών, ώς άνεκοινώθη.: [18, 627, 199, 699]
headline-suez: ΤΟ ΕΝΔΙΑΦΕΡΟΝ ΤΗΣ ΕΛΛΑΔΟΣ ΔΙΑ ΤΗΝ ΑΠΟΓΡΑΦΗΝ ΤΟΥ ΖΟΥΕΖ: [1346, 335, 1548, 360]
column-5: [1124, 12, 1556, 2317]
article-body: ΑΘΗΝΑΙ, 13. — Διά Ν.Δ. δημοσιευθέντος είς τό ύπ' άριθ. 32 τεύχος Α' τής 'Εφημερίδος τής Κυβερνήσεως, παρατείνεται ή λήξις τών συμβάσεων τού προσωπικού τού Κρατικού Θεάτρου Βορείου 'Ελλάδος.: [919, 1241, 1117, 1277]
column-4: [913, 12, 1124, 2317]
article-body: ΑΘΗΝΑΙ, 13. — Τά γενικά καταστήματα «Αφοί Λαμπρόπουλοι», θά συμμετάσχουν είς τάς έκδηλώσεις τής 150ετηρίδος τής 'Εθνικής Παλιγγενεσίας. 'Η τελετή θά λάβη χώραν είς τό κεντρικόν κατάστημα τής όδού Αιόλου μέ την συμμετοχήν τού προσωπικού καί τών έκπροσώπων τών τοπικών άρχών, ώς άνεκοινώθη.: [206, 610, 387, 682]
headline-photo-misea: ΤΟ ΦΩΤΟ—ΜΙΣΕΑ: [966, 1225, 1070, 1239]
